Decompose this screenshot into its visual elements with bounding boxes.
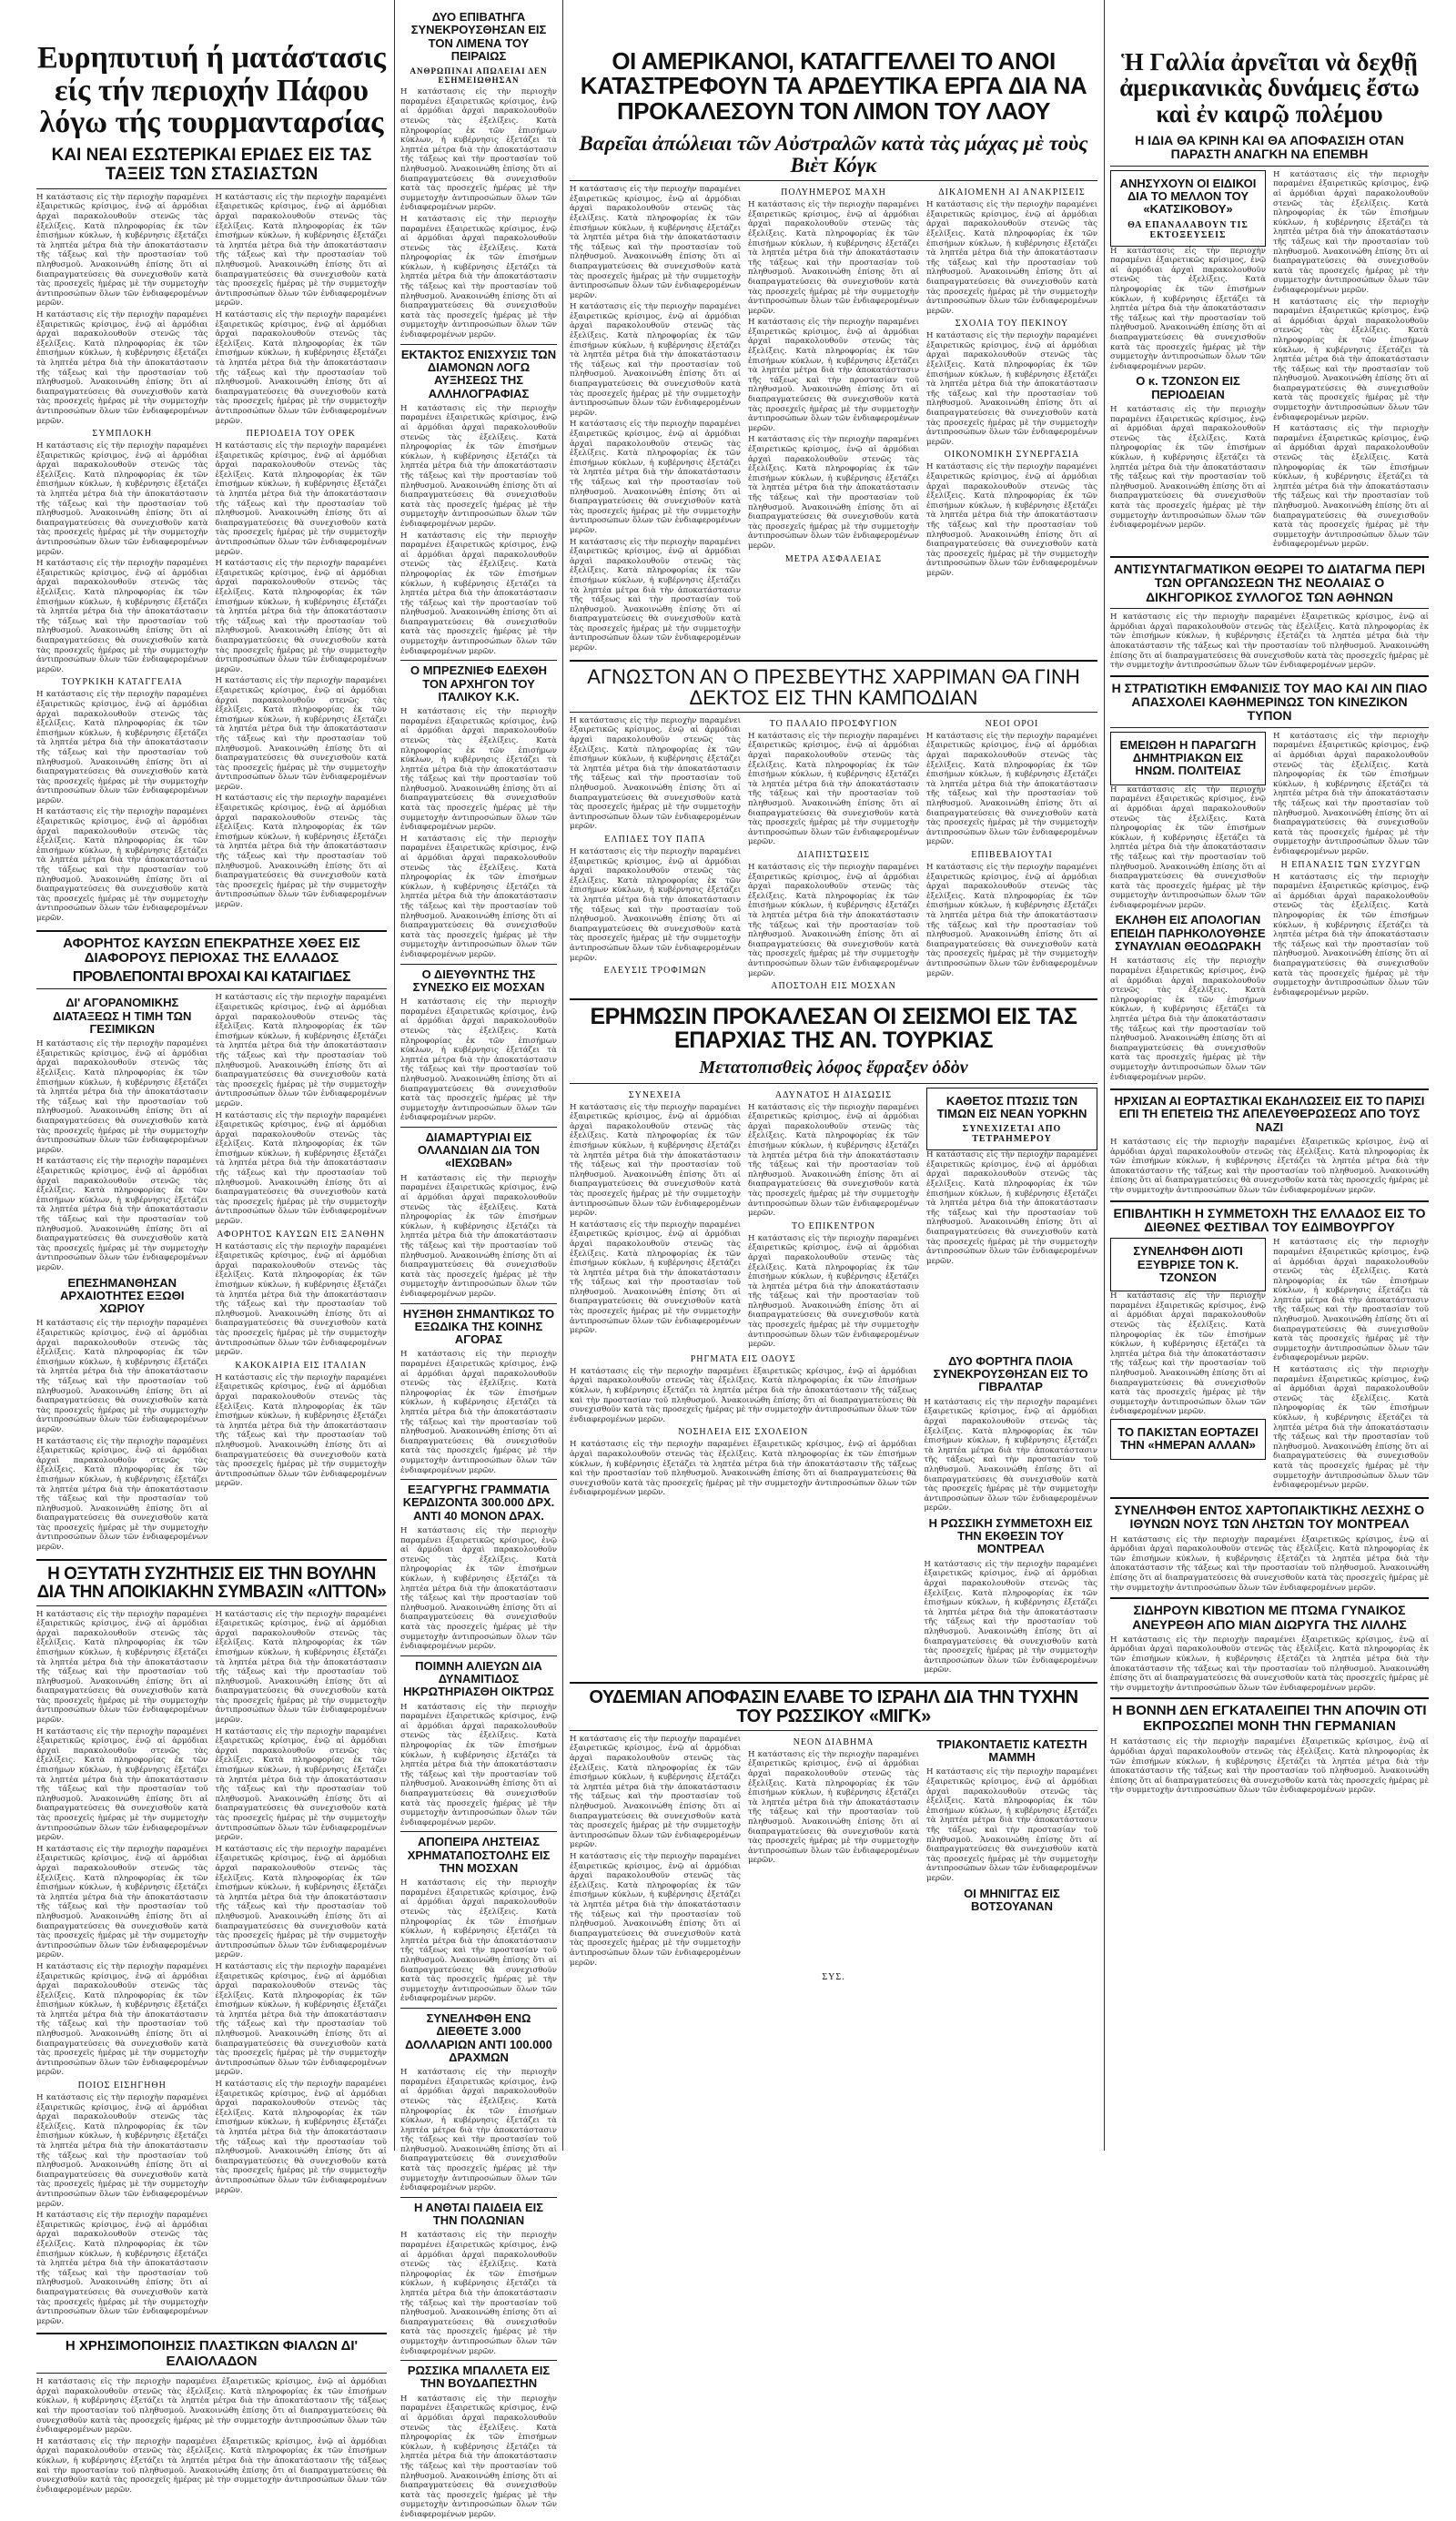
kicker: ΚΑΚΟΚΑΙΡΙΑ ΕΙΣ ΙΤΑΛΙΑΝ [235,1360,368,1371]
body-text: Η κατάστασις εἰς τὴν περιοχὴν παραμένει ἐξαιρετικῶς κρίσιμος, ἐνῷ αἱ ἀρμόδιαι ἀρχαὶ παρακολουθοῦν στενῶς τὰς ἐξελίξεις. Κατὰ πληροφορίας ἐκ τῶν ἐπισήμων κύκλων, ἡ κυβέρνησις ἐξετάζει τὰ ληπτέα μέτρα διὰ τὴν ἀποκατάστασιν τῆς τάξεως καὶ τὴν προστασίαν τοῦ πληθυσμοῦ. Ἀνακοινώθη ἐπίσης ὅτι αἱ διαπραγματεύσεις θὰ συνεχισθοῦν κατὰ τὰς προσεχεῖς ἡμέρας μὲ τὴν συμμετοχὴν ἀντιπροσώπων ὅλων τῶν ἐνδιαφερομένων μερῶν. [400,1173,557,1299]
body-text: Η κατάστασις εἰς τὴν περιοχὴν παραμένει ἐξαιρετικῶς κρίσιμος, ἐνῷ αἱ ἀρμόδιαι ἀρχαὶ παρακολουθοῦν στενῶς τὰς ἐξελίξεις. Κατὰ πληροφορίας ἐκ τῶν ἐπισήμων κύκλων, ἡ κυβέρνησις ἐξετάζει τὰ ληπτέα μέτρα διὰ τὴν ἀποκατάστασιν τῆς τάξεως καὶ τὴν προστασίαν τοῦ πληθυσμοῦ. Ἀνακοινώθη ἐπίσης ὅτι αἱ διαπραγματεύσεις θὰ συνεχισθοῦν κατὰ τὰς προσεχεῖς ἡμέρας μὲ τὴν συμμετοχὴν ἀντιπροσώπων ὅλων τῶν ἐνδιαφερομένων μερῶν. [36,192,208,309]
headline-brezhnev: Ο ΜΠΡΕΖΝΙΕΦ ΕΔΕΧΘΗ ΤΟΝ ΑΡΧΗΓΟΝ ΤΟΥ ΙΤΑΛΙΚΟΥ Κ.Κ. [410,663,548,704]
body-text: Η κατάστασις εἰς τὴν περιοχὴν παραμένει ἐξαιρετικῶς κρίσιμος, ἐνῷ αἱ ἀρμόδιαι ἀρχαὶ παρακολουθοῦν στενῶς τὰς ἐξελίξεις. Κατὰ πληροφορίας ἐκ τῶν ἐπισήμων κύκλων, ἡ κυβέρνησις ἐξετάζει τὰ ληπτέα μέτρα διὰ τὴν ἀποκατάστασιν τῆς τάξεως καὶ τὴν προστασίαν τοῦ πληθυσμοῦ. Ἀνακοινώθη ἐπίσης ὅτι αἱ διαπραγματεύσεις θὰ συνεχισθοῦν κατὰ τὰς προσεχεῖς ἡμέρας μὲ τὴν συμμετοχὴν ἀντιπροσώπων ὅλων τῶν ἐνδιαφερομένων μερῶν. [400,214,557,340]
subhead-heatwave: ΠΡΟΒΛΕΠΟΝΤΑΙ ΒΡΟΧΑΙ ΚΑΙ ΚΑΤΑΙΓΙΔΕΣ [72,968,351,985]
headline-mig: ΟΥΔΕΜΙΑΝ ΑΠΟΦΑΣΙΝ ΕΛΑΒΕ ΤΟ ΙΣΡΑΗΛ ΔΙΑ ΤΗΝ ΤΥΧΗΝ ΤΟΥ ΡΩΣΣΙΚΟΥ «ΜΙΓΚ» [589,1686,1078,1726]
kicker: ΝΕΟΝ ΔΙΑΒΗΜΑ [793,1736,875,1747]
headline-montreal: ΣΥΝΕΛΗΦΘΗ ΕΝΤΟΣ ΧΑΡΤΟΠΑΙΚΤΙΚΗΣ ΛΕΣΧΗΣ Ο ΙΘΥΝΩΝ ΝΟΥΣ ΤΩΝ ΛΗΣΤΩΝ ΤΟΥ ΜΟΝΤΡΕΑΛ [1114,1502,1425,1532]
body-text: Η κατάστασις εἰς τὴν περιοχὴν παραμένει ἐξαιρετικῶς κρίσιμος, ἐνῷ αἱ ἀρμόδιαι ἀρχαὶ παρακολουθοῦν στενῶς τὰς ἐξελίξεις. Κατὰ πληροφορίας ἐκ τῶν ἐπισήμων κύκλων, ἡ κυβέρνησις ἐξετάζει τὰ ληπτέα μέτρα διὰ τὴν ἀποκατάστασιν τῆς τάξεως καὶ τὴν προστασίαν τοῦ πληθυσμοῦ. Ἀνακοινώθη ἐπίσης ὅτι αἱ διαπραγματεύσεις θὰ συνεχισθοῦν κατὰ τὰς προσεχεῖς ἡμέρας μὲ τὴν συμμετοχὴν ἀντιπροσώπων ὅλων τῶν ἐνδιαφερομένων μερῶν. [926,862,1097,978]
headline-harriman: ΑΓΝΩΣΤΟΝ ΑΝ Ο ΠΡΕΣΒΕΥΤΗΣ ΧΑΡΡΙΜΑΝ ΘΑ ΓΙΝΗ ΔΕΚΤΟΣ ΕΙΣ ΤΗΝ ΚΑΜΠΟΔΙΑΝ [587,664,1080,709]
body-text: Η κατάστασις εἰς τὴν περιοχὴν παραμένει ἐξαιρετικῶς κρίσιμος, ἐνῷ αἱ ἀρμόδιαι ἀρχαὶ παρακολουθοῦν στενῶς τὰς ἐξελίξεις. Κατὰ πληροφορίας ἐκ τῶν ἐπισήμων κύκλων, ἡ κυβέρνησις ἐξετάζει τὰ ληπτέα μέτρα διὰ τὴν ἀποκατάστασιν τῆς τάξεως καὶ τὴν προστασίαν τοῦ πληθυσμοῦ. Ἀνακοινώθη ἐπίσης ὅτι αἱ διαπραγματεύσεις θὰ συνεχισθοῦν κατὰ τὰς προσεχεῖς ἡμέρας μὲ τὴν συμμετοχὴν ἀντιπροσώπων ὅλων τῶν ἐνδιαφερομένων μερῶν. [1273,424,1429,550]
subhead-goat: ΘΑ ΕΠΑΝΑΛΑΒΟΥΝ ΤΙΣ ΕΚΤΟΞΕΥΣΕΙΣ [1127,219,1249,240]
kicker: ΜΕΤΡΑ ΑΣΦΑΛΕΙΑΣ [784,553,883,564]
headline-plastic: Η ΧΡΗΣΙΜΟΠΟΙΗΣΙΣ ΠΛΑΣΤΙΚΩΝ ΦΙΑΛΩΝ ΔΙ' ΕΛΑΙΟΛΑΔΟΝ [65,2338,359,2369]
body-text: Η κατάστασις εἰς τὴν περιοχὴν παραμένει ἐξαιρετικῶς κρίσιμος, ἐνῷ αἱ ἀρμόδιαι ἀρχαὶ παρακολουθοῦν στενῶς τὰς ἐξελίξεις. Κατὰ πληροφορίας ἐκ τῶν ἐπισήμων κύκλων, ἡ κυβέρνησις ἐξετάζει τὰ ληπτέα μέτρα διὰ τὴν ἀποκατάστασιν τῆς τάξεως καὶ τὴν προστασίαν τοῦ πληθυσμοῦ. Ἀνακοινώθη ἐπίσης ὅτι αἱ διαπραγματεύσεις θὰ συνεχισθοῦν κατὰ τὰς προσεχεῖς ἡμέρας μὲ τὴν συμμετοχὴν ἀντιπροσώπων ὅλων τῶν ἐνδιαφερομένων μερῶν. [748,1102,919,1219]
headline-gibraltar: ΔΥΟ ΦΟΡΤΗΓΑ ΠΛΟΙΑ ΣΥΝΕΚΡΟΥΣΘΗΣΑΝ ΕΙΣ ΤΟ ΓΙΒΡΑΛΤΑΡ [933,1353,1088,1394]
body-text: Η κατάστασις εἰς τὴν περιοχὴν παραμένει ἐξαιρετικῶς κρίσιμος, ἐνῷ αἱ ἀρμόδιαι ἀρχαὶ παρακολουθοῦν στενῶς τὰς ἐξελίξεις. Κατὰ πληροφορίας ἐκ τῶν ἐπισήμων κύκλων, ἡ κυβέρνησις ἐξετάζει τὰ ληπτέα μέτρα διὰ τὴν ἀποκατάστασιν τῆς τάξεως καὶ τὴν προστασίαν τοῦ πληθυσμοῦ. Ἀνακοινώθη ἐπίσης ὅτι αἱ διαπραγματεύσεις θὰ συνεχισθοῦν κατὰ τὰς προσεχεῖς ἡμέρας μὲ τὴν συμμετοχὴν ἀντιπροσώπων ὅλων τῶν ἐνδιαφερομένων μερῶν. [36,807,208,923]
body-text: Η κατάστασις εἰς τὴν περιοχὴν παραμένει ἐξαιρετικῶς κρίσιμος, ἐνῷ αἱ ἀρμόδιαι ἀρχαὶ παρακολουθοῦν στενῶς τὰς ἐξελίξεις. Κατὰ πληροφορίας ἐκ τῶν ἐπισήμων κύκλων, ἡ κυβέρνησις ἐξετάζει τὰ ληπτέα μέτρα διὰ τὴν ἀποκατάστασιν τῆς τάξεως καὶ τὴν προστασίαν τοῦ πληθυσμοῦ. Ἀνακοινώθη ἐπίσης ὅτι αἱ διαπραγματεύσεις θὰ συνεχισθοῦν κατὰ τὰς προσεχεῖς ἡμέρας μὲ τὴν συμμετοχὴν ἀντιπροσώπων ὅλων τῶν ἐνδιαφερομένων μερῶν. [215,1609,387,1726]
body-text: Η κατάστασις εἰς τὴν περιοχὴν παραμένει ἐξαιρετικῶς κρίσιμος, ἐνῷ αἱ ἀρμόδιαι ἀρχαὶ παρακολουθοῦν στενῶς τὰς ἐξελίξεις. Κατὰ πληροφορίας ἐκ τῶν ἐπισήμων κύκλων, ἡ κυβέρνησις ἐξετάζει τὰ ληπτέα μέτρα διὰ τὴν ἀποκατάστασιν τῆς τάξεως καὶ τὴν προστασίαν τοῦ πληθυσμοῦ. Ἀνακοινώθη ἐπίσης ὅτι αἱ διαπραγματεύσεις θὰ συνεχισθοῦν κατὰ τὰς προσεχεῖς ἡμέρας μὲ τὴν συμμετοχὴν ἀντιπροσώπων ὅλων τῶν ἐνδιαφερομένων μερῶν. [1110,1635,1429,1693]
body-text: Η κατάστασις εἰς τὴν περιοχὴν παραμένει ἐξαιρετικῶς κρίσιμος, ἐνῷ αἱ ἀρμόδιαι ἀρχαὶ παρακολουθοῦν στενῶς τὰς ἐξελίξεις. Κατὰ πληροφορίας ἐκ τῶν ἐπισήμων κύκλων, ἡ κυβέρνησις ἐξετάζει τὰ ληπτέα μέτρα διὰ τὴν ἀποκατάστασιν τῆς τάξεως καὶ τὴν προστασίαν τοῦ πληθυσμοῦ. Ἀνακοινώθη ἐπίσης ὅτι αἱ διαπραγματεύσεις θὰ συνεχισθοῦν κατὰ τὰς προσεχεῖς ἡμέρας μὲ τὴν συμμετοχὴν ἀντιπροσώπων ὅλων τῶν ἐνδιαφερομένων μερῶν. [36,2211,208,2326]
column-2 [400,0,557,2521]
headline-france: Ἡ Γαλλία ἀρνεῖται νὰ δεχθῇ ἀμερικανικὰς δυνάμεις ἔστω καὶ ἐν καιρῷ πολέμου [1119,48,1420,127]
body-text: Η κατάστασις εἰς τὴν περιοχὴν παραμένει ἐξαιρετικῶς κρίσιμος, ἐνῷ αἱ ἀρμόδιαι ἀρχαὶ παρακολουθοῦν στενῶς τὰς ἐξελίξεις. Κατὰ πληροφορίας ἐκ τῶν ἐπισήμων κύκλων, ἡ κυβέρνησις ἐξετάζει τὰ ληπτέα μέτρα διὰ τὴν ἀποκατάστασιν τῆς τάξεως καὶ τὴν προστασίαν τοῦ πληθυσμοῦ. Ἀνακοινώθη ἐπίσης ὅτι αἱ διαπραγματεύσεις θὰ συνεχισθοῦν κατὰ τὰς προσεχεῖς ἡμέρας μὲ τὴν συμμετοχὴν ἀντιπροσώπων ὅλων τῶν ἐνδιαφερομένων μερῶν. [570,1852,741,1968]
article-vietnam [570,185,1097,655]
body-text: Η κατάστασις εἰς τὴν περιοχὴν παραμένει ἐξαιρετικῶς κρίσιμος, ἐνῷ αἱ ἀρμόδιαι ἀρχαὶ παρακολουθοῦν στενῶς τὰς ἐξελίξεις. Κατὰ πληροφορίας ἐκ τῶν ἐπισήμων κύκλων, ἡ κυβέρνησις ἐξετάζει τὰ ληπτέα μέτρα διὰ τὴν ἀποκατάστασιν τῆς τάξεως καὶ τὴν προστασίαν τοῦ πληθυσμοῦ. Ἀνακοινώθη ἐπίσης ὅτι αἱ διαπραγματεύσεις θὰ συνεχισθοῦν κατὰ τὰς προσεχεῖς ἡμέρας μὲ τὴν συμμετοχὴν ἀντιπροσώπων ὅλων τῶν ἐνδιαφερομένων μερῶν. [400,997,557,1123]
body-text: Η κατάστασις εἰς τὴν περιοχὴν παραμένει ἐξαιρετικῶς κρίσιμος, ἐνῷ αἱ ἀρμόδιαι ἀρχαὶ παρακολουθοῦν στενῶς τὰς ἐξελίξεις. Κατὰ πληροφορίας ἐκ τῶν ἐπισήμων κύκλων, ἡ κυβέρνησις ἐξετάζει τὰ ληπτέα μέτρα διὰ τὴν ἀποκατάστασιν τῆς τάξεως καὶ τὴν προστασίαν τοῦ πληθυσμοῦ. Ἀνακοινώθη ἐπίσης ὅτι αἱ διαπραγματεύσεις θὰ συνεχισθοῦν κατὰ τὰς προσεχεῖς ἡμέρας μὲ τὴν συμμετοχὴν ἀντιπροσώπων ὅλων τῶν ἐνδιαφερομένων μερῶν. [1110,785,1266,910]
headline-theodorakis: ΕΚΛΗΘΗ ΕΙΣ ΑΠΟΛΟΓΙΑΝ ΕΠΕΙΔΗ ΠΑΡΗΚΟΛΟΥΘΗΣΕ ΣΥΝΑΥΛΙΑΝ ΘΕΟΔΩΡΑΚΗ [1110,913,1266,954]
headline-earthquake: ΕΡΗΜΩΣΙΝ ΠΡΟΚΑΛΕΣΑΝ ΟΙ ΣΕΙΣΜΟΙ ΕΙΣ ΤΑΣ ΕΠΑΡΧΙΑΣ ΤΗΣ ΑΝ. ΤΟΥΡΚΙΑΣ [590,1004,1077,1054]
body-text: Η κατάστασις εἰς τὴν περιοχὴν παραμένει ἐξαιρετικῶς κρίσιμος, ἐνῷ αἱ ἀρμόδιαι ἀρχαὶ παρακολουθοῦν στενῶς τὰς ἐξελίξεις. Κατὰ πληροφορίας ἐκ τῶν ἐπισήμων κύκλων, ἡ κυβέρνησις ἐξετάζει τὰ ληπτέα μέτρα διὰ τὴν ἀποκατάστασιν τῆς τάξεως καὶ τὴν προστασίαν τοῦ πληθυσμοῦ. Ἀνακοινώθη ἐπίσης ὅτι αἱ διαπραγματεύσεις θὰ συνεχισθοῦν κατὰ τὰς προσεχεῖς ἡμέρας μὲ τὴν συμμετοχὴν ἀντιπροσώπων ὅλων τῶν ἐνδιαφερομένων μερῶν. [1273,1365,1429,1491]
headline-pakistan: ΤΟ ΠΑΚΙΣΤΑΝ ΕΟΡΤΑΖΕΙ ΤΗΝ «ΗΜΕΡΑΝ ΑΛΛΑΝ» [1117,1424,1259,1453]
kicker: ΤΟ ΕΠΙΚΕΝΤΡΟΝ [792,1220,875,1231]
headline-boats: ΠΟΙΜΝΗ ΑΛΙΕΥΩΝ ΔΙΑ ΔΥΝΑΜΙΤΙΔΟΣ ΗΚΡΩΤΗΡΙΑΣΘΗ ΟΙΚΤΡΩΣ [403,1658,554,1699]
body-text: Η κατάστασις εἰς τὴν περιοχὴν παραμένει ἐξαιρετικῶς κρίσιμος, ἐνῷ αἱ ἀρμόδιαι ἀρχαὶ παρακολουθοῦν στενῶς τὰς ἐξελίξεις. Κατὰ πληροφορίας ἐκ τῶν ἐπισήμων κύκλων, ἡ κυβέρνησις ἐξετάζει τὰ ληπτέα μέτρα διὰ τὴν ἀποκατάστασιν τῆς τάξεως καὶ τὴν προστασίαν τοῦ πληθυσμοῦ. Ἀνακοινώθη ἐπίσης ὅτι αἱ διαπραγματεύσεις θὰ συνεχισθοῦν κατὰ τὰς προσεχεῖς ἡμέρας μὲ τὴν συμμετοχὴν ἀντιπροσώπων ὅλων τῶν ἐνδιαφερομένων μερῶν. [748,1233,919,1350]
headline-prices: ΚΑΘΕΤΟΣ ΠΤΩΣΙΣ ΤΩΝ ΤΙΜΩΝ ΕΙΣ ΝΕΑΝ ΥΟΡΚΗΝ [936,1093,1087,1120]
body-text: Η κατάστασις εἰς τὴν περιοχὴν παραμένει ἐξαιρετικῶς κρίσιμος, ἐνῷ αἱ ἀρμόδιαι ἀρχαὶ παρακολουθοῦν στενῶς τὰς ἐξελίξεις. Κατὰ πληροφορίας ἐκ τῶν ἐπισήμων κύκλων, ἡ κυβέρνησις ἐξετάζει τὰ ληπτέα μέτρα διὰ τὴν ἀποκατάστασιν τῆς τάξεως καὶ τὴν προστασίαν τοῦ πληθυσμοῦ. Ἀνακοινώθη ἐπίσης ὅτι αἱ διαπραγματεύσεις θὰ συνεχισθοῦν κατὰ τὰς προσεχεῖς ἡμέρας μὲ τὴν συμμετοχὴν ἀντιπροσώπων ὅλων τῶν ἐνδιαφερομένων μερῶν. [36,309,208,426]
article-mig [570,1735,1097,1969]
body-text: Η κατάστασις εἰς τὴν περιοχὴν παραμένει ἐξαιρετικῶς κρίσιμος, ἐνῷ αἱ ἀρμόδιαι ἀρχαὶ παρακολουθοῦν στενῶς τὰς ἐξελίξεις. Κατὰ πληροφορίας ἐκ τῶν ἐπισήμων κύκλων, ἡ κυβέρνησις ἐξετάζει τὰ ληπτέα μέτρα διὰ τὴν ἀποκατάστασιν τῆς τάξεως καὶ τὴν προστασίαν τοῦ πληθυσμοῦ. Ἀνακοινώθη ἐπίσης ὅτι αἱ διαπραγματεύσεις θὰ συνεχισθοῦν κατὰ τὰς προσεχεῖς ἡμέρας μὲ τὴν συμμετοχὴν ἀντιπροσώπων ὅλων τῶν ἐνδιαφερομένων μερῶν. [400,531,557,656]
headline-poland: Η ΑΝΘΤΑΙ ΠΑΙΔΕΙΑ ΕΙΣ ΤΗΝ ΠΟΛΩΝΙΑΝ [413,2200,544,2228]
headline-exports: ΕΞΑΓΥΡΓΗΣ ΓΡΑΜΜΑΤΙΑ ΚΕΡΔΙΖΟΝΤΑ 300.000 ΔΡΧ. ΑΝΤΙ 40 ΜΟΝΟΝ ΔΡΑΧ. [402,1483,555,1523]
body-text: Η κατάστασις εἰς τὴν περιοχὴν παραμένει ἐξαιρετικῶς κρίσιμος, ἐνῷ αἱ ἀρμόδιαι ἀρχαὶ παρακολουθοῦν στενῶς τὰς ἐξελίξεις. Κατὰ πληροφορίας ἐκ τῶν ἐπισήμων κύκλων, ἡ κυβέρνησις ἐξετάζει τὰ ληπτέα μέτρα διὰ τὴν ἀποκατάστασιν τῆς τάξεως καὶ τὴν προστασίαν τοῦ πληθυσμοῦ. Ἀνακοινώθη ἐπίσης ὅτι αἱ διαπραγματεύσεις θὰ συνεχισθοῦν κατὰ τὰς προσεχεῖς ἡμέρας μὲ τὴν συμμετοχὴν ἀντιπροσώπων ὅλων τῶν ἐνδιαφερομένων μερῶν. [1110,1291,1266,1417]
headline-archaeology: ΕΠΕΣΗΜΑΝΘΗΣΑΝ ΑΡΧΑΙΟΤΗΤΕΣ ΕΞΩΘΙ ΧΩΡΙΟΥ [60,1275,185,1316]
headline-paris: ΗΡΧΙΣΑΝ ΑΙ ΕΟΡΤΑΣΤΙΚΑΙ ΕΚΔΗΛΩΣΕΙΣ ΕΙΣ ΤΟ ΠΑΡΙΣΙ ΕΠΙ ΤΗ ΕΠΕΤΕΙΩ ΤΗΣ ΑΠΕΛΕΥΘΕΡΩΣΕΩΣ ΑΠΟ ΤΟΥΣ ΝΑΖΙ [1114,1094,1425,1134]
headline-dutch: ΔΙΑΜΑΡΤΥΡΙΑΙ ΕΙΣ ΟΛΛΑΝΔΙΑΝ ΔΙΑ ΤΟΝ «ΙΕΧΩΒΑΝ» [418,1129,540,1170]
body-text: Η κατάστασις εἰς τὴν περιοχὴν παραμένει ἐξαιρετικῶς κρίσιμος, ἐνῷ αἱ ἀρμόδιαι ἀρχαὶ παρακολουθοῦν στενῶς τὰς ἐξελίξεις. Κατὰ πληροφορίας ἐκ τῶν ἐπισήμων κύκλων, ἡ κυβέρνησις ἐξετάζει τὰ ληπτέα μέτρα διὰ τὴν ἀποκατάστασιν τῆς τάξεως καὶ τὴν προστασίαν τοῦ πληθυσμοῦ. Ἀνακοινώθη ἐπίσης ὅτι αἱ διαπραγματεύσεις θὰ συνεχισθοῦν κατὰ τὰς προσεχεῖς ἡμέρας μὲ τὴν συμμετοχὴν ἀντιπροσώπων ὅλων τῶν ἐνδιαφερομένων μερῶν. [215,441,387,557]
headline-hunters: ΟΙ ΜΗΝΙΓΓΑΣ ΕΙΣ ΒΟΤΣΟΥΑΝΑΝ [964,1886,1060,1913]
headline-moscow-robbery: ΑΠΟΠΕΙΡΑ ΛΗΣΤΕΙΑΣ ΧΡΗΜΑΤΑΠΟΣΤΟΛΗΣ ΕΙΣ ΤΗΝ ΜΟΣΧΑΝ [407,1835,551,1875]
body-text: Η κατάστασις εἰς τὴν περιοχὴν παραμένει ἐξαιρετικῶς κρίσιμος, ἐνῷ αἱ ἀρμόδιαι ἀρχαὶ παρακολουθοῦν στενῶς τὰς ἐξελίξεις. Κατὰ πληροφορίας ἐκ τῶν ἐπισήμων κύκλων, ἡ κυβέρνησις ἐξετάζει τὰ ληπτέα μέτρα διὰ τὴν ἀποκατάστασιν τῆς τάξεως καὶ τὴν προστασίαν τοῦ πληθυσμοῦ. Ἀνακοινώθη ἐπίσης ὅτι αἱ διαπραγματεύσεις θὰ συνεχισθοῦν κατὰ τὰς προσεχεῖς ἡμέρας μὲ τὴν συμμετοχὴν ἀντιπροσώπων ὅλων τῶν ἐνδιαφερομένων μερῶν. [1110,246,1266,371]
subhead-france: Η ΙΔΙΑ ΘΑ ΚΡΙΝΗ ΚΑΙ ΘΑ ΑΠΟΦΑΣΙΣΗ ΟΤΑΝ ΠΑΡΑΣΤΗ ΑΝΑΓΚΗ ΝΑ ΕΠΕΜΒΗ [1135,133,1404,162]
body-text: Η κατάστασις εἰς τὴν περιοχὴν παραμένει ἐξαιρετικῶς κρίσιμος, ἐνῷ αἱ ἀρμόδιαι ἀρχαὶ παρακολουθοῦν στενῶς τὰς ἐξελίξεις. Κατὰ πληροφορίας ἐκ τῶν ἐπισήμων κύκλων, ἡ κυβέρνησις ἐξετάζει τὰ ληπτέα μέτρα διὰ τὴν ἀποκατάστασιν τῆς τάξεως καὶ τὴν προστασίαν τοῦ πληθυσμοῦ. Ἀνακοινώθη ἐπίσης ὅτι αἱ διαπραγματεύσεις θὰ συνεχισθοῦν κατὰ τὰς προσεχεῖς ἡμέρας μὲ τὴν συμμετοχὴν ἀντιπροσώπων ὅλων τῶν ἐνδιαφερομένων μερῶν. [36,441,208,557]
article-mao [1110,732,1429,1084]
body-text: Η κατάστασις εἰς τὴν περιοχὴν παραμένει ἐξαιρετικῶς κρίσιμος, ἐνῷ αἱ ἀρμόδιαι ἀρχαὶ παρακολουθοῦν στενῶς τὰς ἐξελίξεις. Κατὰ πληροφορίας ἐκ τῶν ἐπισήμων κύκλων, ἡ κυβέρνησις ἐξετάζει τὰ ληπτέα μέτρα διὰ τὴν ἀποκατάστασιν τῆς τάξεως καὶ τὴν προστασίαν τοῦ πληθυσμοῦ. Ἀνακοινώθη ἐπίσης ὅτι αἱ διαπραγματεύσεις θὰ συνεχισθοῦν κατὰ τὰς προσεχεῖς ἡμέρας μὲ τὴν συμμετοχὴν ἀντιπροσώπων ὅλων τῶν ἐνδιαφερομένων μερῶν. [36,2093,208,2209]
body-text: Η κατάστασις εἰς τὴν περιοχὴν παραμένει ἐξαιρετικῶς κρίσιμος, ἐνῷ αἱ ἀρμόδιαι ἀρχαὶ παρακολουθοῦν στενῶς τὰς ἐξελίξεις. Κατὰ πληροφορίας ἐκ τῶν ἐπισήμων κύκλων, ἡ κυβέρνησις ἐξετάζει τὰ ληπτέα μέτρα διὰ τὴν ἀποκατάστασιν τῆς τάξεως καὶ τὴν προστασίαν τοῦ πληθυσμοῦ. Ἀνακοινώθη ἐπίσης ὅτι αἱ διαπραγματεύσεις θὰ συνεχισθοῦν κατὰ τὰς προσεχεῖς ἡμέρας μὲ τὴν συμμετοχὴν ἀντιπροσώπων ὅλων τῶν ἐνδιαφερομένων μερῶν. [215,192,387,309]
body-text: Η κατάστασις εἰς τὴν περιοχὴν παραμένει ἐξαιρετικῶς κρίσιμος, ἐνῷ αἱ ἀρμόδιαι ἀρχαὶ παρακολουθοῦν στενῶς τὰς ἐξελίξεις. Κατὰ πληροφορίας ἐκ τῶν ἐπισήμων κύκλων, ἡ κυβέρνησις ἐξετάζει τὰ ληπτέα μέτρα διὰ τὴν ἀποκατάστασιν τῆς τάξεως καὶ τὴν προστασίαν τοῦ πληθυσμοῦ. Ἀνακοινώθη ἐπίσης ὅτι αἱ διαπραγματεύσεις θὰ συνεχισθοῦν κατὰ τὰς προσεχεῖς ἡμέρας μὲ τὴν συμμετοχὴν ἀντιπροσώπων ὅλων τῶν ἐνδιαφερομένων μερῶν. [400,403,557,529]
body-text: Η κατάστασις εἰς τὴν περιοχὴν παραμένει ἐξαιρετικῶς κρίσιμος, ἐνῷ αἱ ἀρμόδιαι ἀρχαὶ παρακολουθοῦν στενῶς τὰς ἐξελίξεις. Κατὰ πληροφορίας ἐκ τῶν ἐπισήμων κύκλων, ἡ κυβέρνησις ἐξετάζει τὰ ληπτέα μέτρα διὰ τὴν ἀποκατάστασιν τῆς τάξεως καὶ τὴν προστασίαν τοῦ πληθυσμοῦ. Ἀνακοινώθη ἐπίσης ὅτι αἱ διαπραγματεύσεις θὰ συνεχισθοῦν κατὰ τὰς προσεχεῖς ἡμέρας μὲ τὴν συμμετοχὴν ἀντιπροσώπων ὅλων τῶν ἐνδιαφερομένων μερῶν. [36,2377,387,2435]
article-france [1110,170,1429,552]
body-text: Η κατάστασις εἰς τὴν περιοχὴν παραμένει ἐξαιρετικῶς κρίσιμος, ἐνῷ αἱ ἀρμόδιαι ἀρχαὶ παρακολουθοῦν στενῶς τὰς ἐξελίξεις. Κατὰ πληροφορίας ἐκ τῶν ἐπισήμων κύκλων, ἡ κυβέρνησις ἐξετάζει τὰ ληπτέα μέτρα διὰ τὴν ἀποκατάστασιν τῆς τάξεως καὶ τὴν προστασίαν τοῦ πληθυσμοῦ. Ἀνακοινώθη ἐπίσης ὅτι αἱ διαπραγματεύσεις θὰ συνεχισθοῦν κατὰ τὰς προσεχεῖς ἡμέρας μὲ τὴν συμμετοχὴν ἀντιπροσώπων ὅλων τῶν ἐνδιαφερομένων μερῶν. [36,1609,208,1726]
body-text: Η κατάστασις εἰς τὴν περιοχὴν παραμένει ἐξαιρετικῶς κρίσιμος, ἐνῷ αἱ ἀρμόδιαι ἀρχαὶ παρακολουθοῦν στενῶς τὰς ἐξελίξεις. Κατὰ πληροφορίας ἐκ τῶν ἐπισήμων κύκλων, ἡ κυβέρνησις ἐξετάζει τὰ ληπτέα μέτρα διὰ τὴν ἀποκατάστασιν τῆς τάξεως καὶ τὴν προστασίαν τοῦ πληθυσμοῦ. Ἀνακοινώθη ἐπίσης ὅτι αἱ διαπραγματεύσεις θὰ συνεχισθοῦν κατὰ τὰς προσεχεῖς ἡμέρας μὲ τὴν συμμετοχὴν ἀντιπροσώπων ὅλων τῶν ἐνδιαφερομένων μερῶν. [400,2394,557,2519]
headline-director: Ο ΔΙΕΥΘΥΝΤΗΣ ΤΗΣ ΣΥΝΕΣΚΟ ΕΙΣ ΜΟΣΧΑΝ [412,967,545,994]
kicker: ΣΥΝΕΧΕΙΑ [628,1089,682,1100]
body-text: Η κατάστασις εἰς τὴν περιοχὴν παραμένει ἐξαιρετικῶς κρίσιμος, ἐνῷ αἱ ἀρμόδιαι ἀρχαὶ παρακολουθοῦν στενῶς τὰς ἐξελίξεις. Κατὰ πληροφορίας ἐκ τῶν ἐπισήμων κύκλων, ἡ κυβέρνησις ἐξετάζει τὰ ληπτέα μέτρα διὰ τὴν ἀποκατάστασιν τῆς τάξεως καὶ τὴν προστασίαν τοῦ πληθυσμοῦ. Ἀνακοινώθη ἐπίσης ὅτι αἱ διαπραγματεύσεις θὰ συνεχισθοῦν κατὰ τὰς προσεχεῖς ἡμέρας μὲ τὴν συμμετοχὴν ἀντιπροσώπων ὅλων τῶν ἐνδιαφερομένων μερῶν. [748,731,919,847]
headline-ballet: ΡΩΣΣΙΚΑ ΜΠΑΛΛΕΤΑ ΕΙΣ ΤΗΝ ΒΟΥΔΑΠΕΣΤΗΝ [407,2364,551,2391]
headline-heatwave: ΑΦΟΡΗΤΟΣ ΚΑΥΣΩΝ ΕΠΕΚΡΑΤΗΣΕ ΧΘΕΣ ΕΙΣ ΔΙΑΦΟΡΟΥΣ ΠΕΡΙΟΧΑΣ ΤΗΣ ΕΛΛΑΔΟΣ [63,935,360,967]
body-text: Η κατάστασις εἰς τὴν περιοχὴν παραμένει ἐξαιρετικῶς κρίσιμος, ἐνῷ αἱ ἀρμόδιαι ἀρχαὶ παρακολουθοῦν στενῶς τὰς ἐξελίξεις. Κατὰ πληροφορίας ἐκ τῶν ἐπισήμων κύκλων, ἡ κυβέρνησις ἐξετάζει τὰ ληπτέα μέτρα διὰ τὴν ἀποκατάστασιν τῆς τάξεως καὶ τὴν προστασίαν τοῦ πληθυσμοῦ. Ἀνακοινώθη ἐπίσης ὅτι αἱ διαπραγματεύσεις θὰ συνεχισθοῦν κατὰ τὰς προσεχεῖς ἡμέρας μὲ τὴν συμμετοχὴν ἀντιπροσώπων ὅλων τῶν ἐνδιαφερομένων μερῶν. [400,834,557,959]
column-3 [570,0,1097,1985]
body-text: Η κατάστασις εἰς τὴν περιοχὴν παραμένει ἐξαιρετικῶς κρίσιμος, ἐνῷ αἱ ἀρμόδιαι ἀρχαὶ παρακολουθοῦν στενῶς τὰς ἐξελίξεις. Κατὰ πληροφορίας ἐκ τῶν ἐπισήμων κύκλων, ἡ κυβέρνησις ἐξετάζει τὰ ληπτέα μέτρα διὰ τὴν ἀποκατάστασιν τῆς τάξεως καὶ τὴν προστασίαν τοῦ πληθυσμοῦ. Ἀνακοινώθη ἐπίσης ὅτι αἱ διαπραγματεύσεις θὰ συνεχισθοῦν κατὰ τὰς προσεχεῖς ἡμέρας μὲ τὴν συμμετοχὴν ἀντιπροσώπων ὅλων τῶν ἐνδιαφερομένων μερῶν. [1110,1534,1429,1593]
kicker: ΤΟ ΠΑΛΑΙΟ ΠΡΟΣΦΥΓΙΟΝ [769,718,898,729]
body-text: Η κατάστασις εἰς τὴν περιοχὴν παραμένει ἐξαιρετικῶς κρίσιμος, ἐνῷ αἱ ἀρμόδιαι ἀρχαὶ παρακολουθοῦν στενῶς τὰς ἐξελίξεις. Κατὰ πληροφορίας ἐκ τῶν ἐπισήμων κύκλων, ἡ κυβέρνησις ἐξετάζει τὰ ληπτέα μέτρα διὰ τὴν ἀποκατάστασιν τῆς τάξεως καὶ τὴν προστασίαν τοῦ πληθυσμοῦ. Ἀνακοινώθη ἐπίσης ὅτι αἱ διαπραγματεύσεις θὰ συνεχισθοῦν κατὰ τὰς προσεχεῖς ἡμέρας μὲ τὴν συμμετοχὴν ἀντιπροσώπων ὅλων τῶν ἐνδιαφερομένων μερῶν. [570,1220,741,1336]
body-text: Η κατάστασις εἰς τὴν περιοχὴν παραμένει ἐξαιρετικῶς κρίσιμος, ἐνῷ αἱ ἀρμόδιαι ἀρχαὶ παρακολουθοῦν στενῶς τὰς ἐξελίξεις. Κατὰ πληροφορίας ἐκ τῶν ἐπισήμων κύκλων, ἡ κυβέρνησις ἐξετάζει τὰ ληπτέα μέτρα διὰ τὴν ἀποκατάστασιν τῆς τάξεως καὶ τὴν προστασίαν τοῦ πληθυσμοῦ. Ἀνακοινώθη ἐπίσης ὅτι αἱ διαπραγματεύσεις θὰ συνεχισθοῦν κατὰ τὰς προσεχεῖς ἡμέρας μὲ τὴν συμμετοχὴν ἀντιπροσώπων ὅλων τῶν ἐνδιαφερομένων μερῶν. [215,1372,387,1489]
box-goat [1110,170,1266,247]
article-earthquake [570,1088,1097,1352]
kicker: ΣΥΜΠΛΟΚΗ [92,429,153,440]
article-harriman [570,716,1097,994]
box-johnson-insult [1110,1238,1266,1291]
body-text: Η κατάστασις εἰς τὴν περιοχὴν παραμένει ἐξαιρετικῶς κρίσιμος, ἐνῷ αἱ ἀρμόδιαι ἀρχαὶ παρακολουθοῦν στενῶς τὰς ἐξελίξεις. Κατὰ πληροφορίας ἐκ τῶν ἐπισήμων κύκλων, ἡ κυβέρνησις ἐξετάζει τὰ ληπτέα μέτρα διὰ τὴν ἀποκατάστασιν τῆς τάξεως καὶ τὴν προστασίαν τοῦ πληθυσμοῦ. Ἀνακοινώθη ἐπίσης ὅτι αἱ διαπραγματεύσεις θὰ συνεχισθοῦν κατὰ τὰς προσεχεῖς ἡμέρας μὲ τὴν συμμετοχὴν ἀντιπροσώπων ὅλων τῶν ἐνδιαφερομένων μερῶν. [1110,1737,1429,1796]
footer-mark: ΣΥΣ. [822,1972,845,1983]
body-text: Η κατάστασις εἰς τὴν περιοχὴν παραμένει ἐξαιρετικῶς κρίσιμος, ἐνῷ αἱ ἀρμόδιαι ἀρχαὶ παρακολουθοῦν στενῶς τὰς ἐξελίξεις. Κατὰ πληροφορίας ἐκ τῶν ἐπισήμων κύκλων, ἡ κυβέρνησις ἐξετάζει τὰ ληπτέα μέτρα διὰ τὴν ἀποκατάστασιν τῆς τάξεως καὶ τὴν προστασίαν τοῦ πληθυσμοῦ. Ἀνακοινώθη ἐπίσης ὅτι αἱ διαπραγματεύσεις θὰ συνεχισθοῦν κατὰ τὰς προσεχεῖς ἡμέρας μὲ τὴν συμμετοχὴν ἀντιπροσώπων ὅλων τῶν ἐνδιαφερομένων μερῶν. [924,1559,1097,1676]
body-text: Η κατάστασις εἰς τὴν περιοχὴν παραμένει ἐξαιρετικῶς κρίσιμος, ἐνῷ αἱ ἀρμόδιαι ἀρχαὶ παρακολουθοῦν στενῶς τὰς ἐξελίξεις. Κατὰ πληροφορίας ἐκ τῶν ἐπισήμων κύκλων, ἡ κυβέρνησις ἐξετάζει τὰ ληπτέα μέτρα διὰ τὴν ἀποκατάστασιν τῆς τάξεως καὶ τὴν προστασίαν τοῦ πληθυσμοῦ. Ἀνακοινώθη ἐπίσης ὅτι αἱ διαπραγματεύσεις θὰ συνεχισθοῦν κατὰ τὰς προσεχεῖς ἡμέρας μὲ τὴν συμμετοχὴν ἀντιπροσώπων ὅλων τῶν ἐνδιαφερομένων μερῶν. [36,1961,208,2078]
headline-agro: ΔΙ' ΑΓΟΡΑΝΟΜΙΚΗΣ ΔΙΑΤΑΞΕΩΣ Η ΤΙΜΗ ΤΩΝ ΓΕΣΙΜΙΚΩΝ [53,996,192,1036]
body-text: Η κατάστασις εἰς τὴν περιοχὴν παραμένει ἐξαιρετικῶς κρίσιμος, ἐνῷ αἱ ἀρμόδιαι ἀρχαὶ παρακολουθοῦν στενῶς τὰς ἐξελίξεις. Κατὰ πληροφορίας ἐκ τῶν ἐπισήμων κύκλων, ἡ κυβέρνησις ἐξετάζει τὰ ληπτέα μέτρα διὰ τὴν ἀποκατάστασιν τῆς τάξεως καὶ τὴν προστασίαν τοῦ πληθυσμοῦ. Ἀνακοινώθη ἐπίσης ὅτι αἱ διαπραγματεύσεις θὰ συνεχισθοῦν κατὰ τὰς προσεχεῖς ἡμέρας μὲ τὴν συμμετοχὴν ἀντιπροσώπων ὅλων τῶν ἐνδιαφερομένων μερῶν. [400,1350,557,1475]
headline-dollars: ΣΥΝΕΛΗΦΘΗ ΕΝΩ ΔΙΕΘΕΤΕ 3.000 ΔΟΛΛΑΡΙΩΝ ΑΝΤΙ 100.000 ΔΡΑΧΜΩΝ [405,2010,552,2064]
body-text: Η κατάστασις εἰς τὴν περιοχὴν παραμένει ἐξαιρετικῶς κρίσιμος, ἐνῷ αἱ ἀρμόδιαι ἀρχαὶ παρακολουθοῦν στενῶς τὰς ἐξελίξεις. Κατὰ πληροφορίας ἐκ τῶν ἐπισήμων κύκλων, ἡ κυβέρνησις ἐξετάζει τὰ ληπτέα μέτρα διὰ τὴν ἀποκατάστασιν τῆς τάξεως καὶ τὴν προστασίαν τοῦ πληθυσμοῦ. Ἀνακοινώθη ἐπίσης ὅτι αἱ διαπραγματεύσεις θὰ συνεχισθοῦν κατὰ τὰς προσεχεῖς ἡμέρας μὲ τὴν συμμετοχὴν ἀντιπροσώπων ὅλων τῶν ἐνδιαφερομένων μερῶν. [215,794,387,909]
body-text: Η κατάστασις εἰς τὴν περιοχὴν παραμένει ἐξαιρετικῶς κρίσιμος, ἐνῷ αἱ ἀρμόδιαι ἀρχαὶ παρακολουθοῦν στενῶς τὰς ἐξελίξεις. Κατὰ πληροφορίας ἐκ τῶν ἐπισήμων κύκλων, ἡ κυβέρνησις ἐξετάζει τὰ ληπτέα μέτρα διὰ τὴν ἀποκατάστασιν τῆς τάξεως καὶ τὴν προστασίαν τοῦ πληθυσμοῦ. Ἀνακοινώθη ἐπίσης ὅτι αἱ διαπραγματεύσεις θὰ συνεχισθοῦν κατὰ τὰς προσεχεῖς ἡμέρας μὲ τὴν συμμετοχὴν ἀντιπροσώπων ὅλων τῶν ἐνδιαφερομένων μερῶν. [1110,405,1266,531]
body-text: Η κατάστασις εἰς τὴν περιοχὴν παραμένει ἐξαιρετικῶς κρίσιμος, ἐνῷ αἱ ἀρμόδιαι ἀρχαὶ παρακολουθοῦν στενῶς τὰς ἐξελίξεις. Κατὰ πληροφορίας ἐκ τῶν ἐπισήμων κύκλων, ἡ κυβέρνησις ἐξετάζει τὰ ληπτέα μέτρα διὰ τὴν ἀποκατάστασιν τῆς τάξεως καὶ τὴν προστασίαν τοῦ πληθυσμοῦ. Ἀνακοινώθη ἐπίσης ὅτι αἱ διαπραγματεύσεις θὰ συνεχισθοῦν κατὰ τὰς προσεχεῖς ἡμέρας μὲ τὴν συμμετοχὴν ἀντιπροσώπων ὅλων τῶν ἐνδιαφερομένων μερῶν. [400,1702,557,1827]
kicker: ΑΔΥΝΑΤΟΣ Η ΔΙΑΣΩΣΙΣ [774,1089,893,1100]
body-text: Η κατάστασις εἰς τὴν περιοχὴν παραμένει ἐξαιρετικῶς κρίσιμος, ἐνῷ αἱ ἀρμόδιαι ἀρχαὶ παρακολουθοῦν στενῶς τὰς ἐξελίξεις. Κατὰ πληροφορίας ἐκ τῶν ἐπισήμων κύκλων, ἡ κυβέρνησις ἐξετάζει τὰ ληπτέα μέτρα διὰ τὴν ἀποκατάστασιν τῆς τάξεως καὶ τὴν προστασίαν τοῦ πληθυσμοῦ. Ἀνακοινώθη ἐπίσης ὅτι αἱ διαπραγματεύσεις θὰ συνεχισθοῦν κατὰ τὰς προσεχεῖς ἡμέρας μὲ τὴν συμμετοχὴν ἀντιπροσώπων ὅλων τῶν ἐνδιαφερομένων μερῶν. [215,2080,387,2195]
kicker: ΕΠΙΒΕΒΑΙΟΥΤΑΙ [971,849,1053,860]
body-text: Η κατάστασις εἰς τὴν περιοχὴν παραμένει ἐξαιρετικῶς κρίσιμος, ἐνῷ αἱ ἀρμόδιαι ἀρχαὶ παρακολουθοῦν στενῶς τὰς ἐξελίξεις. Κατὰ πληροφορίας ἐκ τῶν ἐπισήμων κύκλων, ἡ κυβέρνησις ἐξετάζει τὰ ληπτέα μέτρα διὰ τὴν ἀποκατάστασιν τῆς τάξεως καὶ τὴν προστασίαν τοῦ πληθυσμοῦ. Ἀνακοινώθη ἐπίσης ὅτι αἱ διαπραγματεύσεις θὰ συνεχισθοῦν κατὰ τὰς προσεχεῖς ἡμέρας μὲ τὴν συμμετοχὴν ἀντιπροσώπων ὅλων τῶν ἐνδιαφερομένων μερῶν. [36,1844,208,1960]
body-text: Η κατάστασις εἰς τὴν περιοχὴν παραμένει ἐξαιρετικῶς κρίσιμος, ἐνῷ αἱ ἀρμόδιαι ἀρχαὶ παρακολουθοῦν στενῶς τὰς ἐξελίξεις. Κατὰ πληροφορίας ἐκ τῶν ἐπισήμων κύκλων, ἡ κυβέρνησις ἐξετάζει τὰ ληπτέα μέτρα διὰ τὴν ἀποκατάστασιν τῆς τάξεως καὶ τὴν προστασίαν τοῦ πληθυσμοῦ. Ἀνακοινώθη ἐπίσης ὅτι αἱ διαπραγματεύσεις θὰ συνεχισθοῦν κατὰ τὰς προσεχεῖς ἡμέρας μὲ τὴν συμμετοχὴν ἀντιπροσώπων ὅλων τῶν ἐνδιαφερομένων μερῶν. [1273,169,1429,295]
body-text: Η κατάστασις εἰς τὴν περιοχὴν παραμένει ἐξαιρετικῶς κρίσιμος, ἐνῷ αἱ ἀρμόδιαι ἀρχαὶ παρακολουθοῦν στενῶς τὰς ἐξελίξεις. Κατὰ πληροφορίας ἐκ τῶν ἐπισήμων κύκλων, ἡ κυβέρνησις ἐξετάζει τὰ ληπτέα μέτρα διὰ τὴν ἀποκατάστασιν τῆς τάξεως καὶ τὴν προστασίαν τοῦ πληθυσμοῦ. Ἀνακοινώθη ἐπίσης ὅτι αἱ διαπραγματεύσεις θὰ συνεχισθοῦν κατὰ τὰς προσεχεῖς ἡμέρας μὲ τὴν συμμετοχὴν ἀντιπροσώπων ὅλων τῶν ἐνδιαφερομένων μερῶν. [1110,613,1429,671]
headline-diamon: ΕΚΤΑΚΤΟΣ ΕΝΙΣΧΥΣΙΣ ΤΩΝ ΔΙΑΜΟΝΩΝ ΛΟΓΩ ΑΥΞΗΣΕΩΣ ΤΗΣ ΑΛΛΗΛΟΓΡΑΦΙΑΣ [400,347,557,400]
article-edinburgh [1110,1238,1429,1492]
body-text: Η κατάστασις εἰς τὴν περιοχὴν παραμένει ἐξαιρετικῶς κρίσιμος, ἐνῷ αἱ ἀρμόδιαι ἀρχαὶ παρακολουθοῦν στενῶς τὰς ἐξελίξεις. Κατὰ πληροφορίας ἐκ τῶν ἐπισήμων κύκλων, ἡ κυβέρνησις ἐξετάζει τὰ ληπτέα μέτρα διὰ τὴν ἀποκατάστασιν τῆς τάξεως καὶ τὴν προστασίαν τοῦ πληθυσμοῦ. Ἀνακοινώθη ἐπίσης ὅτι αἱ διαπραγματεύσεις θὰ συνεχισθοῦν κατὰ τὰς προσεχεῖς ἡμέρας μὲ τὴν συμμετοχὴν ἀντιπροσώπων ὅλων τῶν ἐνδιαφερομένων μερῶν. [215,1110,387,1227]
column-rule [562,0,563,2151]
headline-piraeus: ΔΥΟ ΕΠΙΒΑΤΗΓΑ ΣΥΝΕΚΡΟΥΣΘΗΣΑΝ ΕΙΣ ΤΟΝ ΛΙΜΕΝΑ ΤΟΥ ΠΕΙΡΑΙΩΣ [410,10,547,63]
body-text: Η κατάστασις εἰς τὴν περιοχὴν παραμένει ἐξαιρετικῶς κρίσιμος, ἐνῷ αἱ ἀρμόδιαι ἀρχαὶ παρακολουθοῦν στενῶς τὰς ἐξελίξεις. Κατὰ πληροφορίας ἐκ τῶν ἐπισήμων κύκλων, ἡ κυβέρνησις ἐξετάζει τὰ ληπτέα μέτρα διὰ τὴν ἀποκατάστασιν τῆς τάξεως καὶ τὴν προστασίαν τοῦ πληθυσμοῦ. Ἀνακοινώθη ἐπίσης ὅτι αἱ διαπραγματεύσεις θὰ συνεχισθοῦν κατὰ τὰς προσεχεῖς ἡμέρας μὲ τὴν συμμετοχὴν ἀντιπροσώπων ὅλων τῶν ἐνδιαφερομένων μερῶν. [570,715,741,832]
kicker: ΣΧΟΛΙΑ ΤΟΥ ΠΕΚΙΝΟΥ [955,319,1069,329]
body-text: Η κατάστασις εἰς τὴν περιοχὴν παραμένει ἐξαιρετικῶς κρίσιμος, ἐνῷ αἱ ἀρμόδιαι ἀρχαὶ παρακολουθοῦν στενῶς τὰς ἐξελίξεις. Κατὰ πληροφορίας ἐκ τῶν ἐπισήμων κύκλων, ἡ κυβέρνησις ἐξετάζει τὰ ληπτέα μέτρα διὰ τὴν ἀποκατάστασιν τῆς τάξεως καὶ τὴν προστασίαν τοῦ πληθυσμοῦ. Ἀνακοινώθη ἐπίσης ὅτι αἱ διαπραγματεύσεις θὰ συνεχισθοῦν κατὰ τὰς προσεχεῖς ἡμέρας μὲ τὴν συμμετοχὴν ἀντιπροσώπων ὅλων τῶν ἐνδιαφερομένων μερῶν. [570,1440,917,1498]
body-text: Η κατάστασις εἰς τὴν περιοχὴν παραμένει ἐξαιρετικῶς κρίσιμος, ἐνῷ αἱ ἀρμόδιαι ἀρχαὶ παρακολουθοῦν στενῶς τὰς ἐξελίξεις. Κατὰ πληροφορίας ἐκ τῶν ἐπισήμων κύκλων, ἡ κυβέρνησις ἐξετάζει τὰ ληπτέα μέτρα διὰ τὴν ἀποκατάστασιν τῆς τάξεως καὶ τὴν προστασίαν τοῦ πληθυσμοῦ. Ἀνακοινώθη ἐπίσης ὅτι αἱ διαπραγματεύσεις θὰ συνεχισθοῦν κατὰ τὰς προσεχεῖς ἡμέρας μὲ τὴν συμμετοχὴν ἀντιπροσώπων ὅλων τῶν ἐνδιαφερομένων μερῶν. [926,1150,1097,1266]
headline-johnson-tour: Ο κ. ΤΖΟΝΣΟΝ ΕΙΣ ΠΕΡΙΟΔΕΙΑΝ [1136,374,1240,401]
body-text: Η κατάστασις εἰς τὴν περιοχὴν παραμένει ἐξαιρετικῶς κρίσιμος, ἐνῷ αἱ ἀρμόδιαι ἀρχαὶ παρακολουθοῦν στενῶς τὰς ἐξελίξεις. Κατὰ πληροφορίας ἐκ τῶν ἐπισήμων κύκλων, ἡ κυβέρνησις ἐξετάζει τὰ ληπτέα μέτρα διὰ τὴν ἀποκατάστασιν τῆς τάξεως καὶ τὴν προστασίαν τοῦ πληθυσμοῦ. Ἀνακοινώθη ἐπίσης ὅτι αἱ διαπραγματεύσεις θὰ συνεχισθοῦν κατὰ τὰς προσεχεῖς ἡμέρας μὲ τὴν συμμετοχὴν ἀντιπροσώπων ὅλων τῶν ἐνδιαφερομένων μερῶν. [400,1526,557,1652]
column-rule [1104,0,1105,2151]
body-text: Η κατάστασις εἰς τὴν περιοχὴν παραμένει ἐξαιρετικῶς κρίσιμος, ἐνῷ αἱ ἀρμόδιαι ἀρχαὶ παρακολουθοῦν στενῶς τὰς ἐξελίξεις. Κατὰ πληροφορίας ἐκ τῶν ἐπισήμων κύκλων, ἡ κυβέρνησις ἐξετάζει τὰ ληπτέα μέτρα διὰ τὴν ἀποκατάστασιν τῆς τάξεως καὶ τὴν προστασίαν τοῦ πληθυσμοῦ. Ἀνακοινώθη ἐπίσης ὅτι αἱ διαπραγματεύσεις θὰ συνεχισθοῦν κατὰ τὰς προσεχεῖς ἡμέρας μὲ τὴν συμμετοχὴν ἀντιπροσώπων ὅλων τῶν ἐνδιαφερομένων μερῶν. [926,731,1097,847]
article-heatwave [36,993,387,1554]
kicker: ΠΕΡΙΟΔΕΙΑ ΤΟΥ ΟΡΕΚ [246,429,356,440]
headline-grain: ΕΜΕΙΩΘΗ Η ΠΑΡΑΓΩΓΗ ΔΗΜΗΤΡΙΑΚΩΝ ΕΙΣ ΗΝΩΜ. ΠΟΛΙΤΕΙΑΣ [1119,737,1257,778]
kicker: ΝΟΣΗΛΕΙΑ ΕΙΣ ΣΧΟΛΕΙΟΝ [678,1427,809,1438]
body-text: Η κατάστασις εἰς τὴν περιοχὴν παραμένει ἐξαιρετικῶς κρίσιμος, ἐνῷ αἱ ἀρμόδιαι ἀρχαὶ παρακολουθοῦν στενῶς τὰς ἐξελίξεις. Κατὰ πληροφορίας ἐκ τῶν ἐπισήμων κύκλων, ἡ κυβέρνησις ἐξετάζει τὰ ληπτέα μέτρα διὰ τὴν ἀποκατάστασιν τῆς τάξεως καὶ τὴν προστασίαν τοῦ πληθυσμοῦ. Ἀνακοινώθη ἐπίσης ὅτι αἱ διαπραγματεύσεις θὰ συνεχισθοῦν κατὰ τὰς προσεχεῖς ἡμέρας μὲ τὴν συμμετοχὴν ἀντιπροσώπων ὅλων τῶν ἐνδιαφερομένων μερῶν. [748,1749,919,1866]
headline-coffin: ΣΙΔΗΡΟΥΝ ΚΙΒΩΤΙΟΝ ΜΕ ΠΤΩΜΑ ΓΥΝΑΙΚΟΣ ΑΝΕΥΡΕΘΗ ΑΠΟ ΜΙΑΝ ΔΙΩΡΥΓΑ ΤΗΣ ΛΙΛΛΗΣ [1132,1603,1407,1632]
body-text: Η κατάστασις εἰς τὴν περιοχὴν παραμένει ἐξαιρετικῶς κρίσιμος, ἐνῷ αἱ ἀρμόδιαι ἀρχαὶ παρακολουθοῦν στενῶς τὰς ἐξελίξεις. Κατὰ πληροφορίας ἐκ τῶν ἐπισήμων κύκλων, ἡ κυβέρνησις ἐξετάζει τὰ ληπτέα μέτρα διὰ τὴν ἀποκατάστασιν τῆς τάξεως καὶ τὴν προστασίαν τοῦ πληθυσμοῦ. Ἀνακοινώθη ἐπίσης ὅτι αἱ διαπραγματεύσεις θὰ συνεχισθοῦν κατὰ τὰς προσεχεῖς ἡμέρας μὲ τὴν συμμετοχὴν ἀντιπροσώπων ὅλων τῶν ἐνδιαφερομένων μερῶν. [400,2231,557,2356]
kicker: ΑΦΟΡΗΤΟΣ ΚΑΥΣΩΝ ΕΙΣ ΞΑΝΘΗΝ [217,1229,386,1240]
headline-youth-decree: ΑΝΤΙΣΥΝΤΑΓΜΑΤΙΚΟΝ ΘΕΩΡΕΙ ΤΟ ΔΙΑΤΑΓΜΑ ΠΕΡΙ ΤΩΝ ΟΡΓΑΝΩΣΕΩΝ ΤΗΣ ΝΕΟΛΑΙΑΣ Ο ΔΙΚΗΓΟΡΙΚΟΣ ΣΥΛΛΟΓΟΣ ΤΩΝ ΑΘΗΝΩΝ [1114,561,1425,604]
body-text: Η κατάστασις εἰς τὴν περιοχὴν παραμένει ἐξαιρετικῶς κρίσιμος, ἐνῷ αἱ ἀρμόδιαι ἀρχαὶ παρακολουθοῦν στενῶς τὰς ἐξελίξεις. Κατὰ πληροφορίας ἐκ τῶν ἐπισήμων κύκλων, ἡ κυβέρνησις ἐξετάζει τὰ ληπτέα μέτρα διὰ τὴν ἀποκατάστασιν τῆς τάξεως καὶ τὴν προστασίαν τοῦ πληθυσμοῦ. Ἀνακοινώθη ἐπίσης ὅτι αἱ διαπραγματεύσεις θὰ συνεχισθοῦν κατὰ τὰς προσεχεῖς ἡμέρας μὲ τὴν συμμετοχὴν ἀντιπροσώπων ὅλων τῶν ἐνδιαφερομένων μερῶν. [215,993,387,1109]
kicker: ΑΠΟΣΤΟΛΗ ΕΙΣ ΜΟΣΧΑΝ [771,981,896,992]
subhead-piraeus: ΑΝΘΡΩΠΙΝΑΙ ΑΠΩΛΕΙΑΙ ΔΕΝ ΕΣΗΜΕΙΩΘΗΣΑΝ [410,66,548,86]
body-text: Η κατάστασις εἰς τὴν περιοχὴν παραμένει ἐξαιρετικῶς κρίσιμος, ἐνῷ αἱ ἀρμόδιαι ἀρχαὶ παρακολουθοῦν στενῶς τὰς ἐξελίξεις. Κατὰ πληροφορίας ἐκ τῶν ἐπισήμων κύκλων, ἡ κυβέρνησις ἐξετάζει τὰ ληπτέα μέτρα διὰ τὴν ἀποκατάστασιν τῆς τάξεως καὶ τὴν προστασίαν τοῦ πληθυσμοῦ. Ἀνακοινώθη ἐπίσης ὅτι αἱ διαπραγματεύσεις θὰ συνεχισθοῦν κατὰ τὰς προσεχεῖς ἡμέρας μὲ τὴν συμμετοχὴν ἀντιπροσώπων ὅλων τῶν ἐνδιαφερομένων μερῶν. [400,707,557,833]
kicker: ΔΙΑΠΙΣΤΩΣΕΙΣ [797,849,870,860]
body-text: Η κατάστασις εἰς τὴν περιοχὴν παραμένει ἐξαιρετικῶς κρίσιμος, ἐνῷ αἱ ἀρμόδιαι ἀρχαὶ παρακολουθοῦν στενῶς τὰς ἐξελίξεις. Κατὰ πληροφορίας ἐκ τῶν ἐπισήμων κύκλων, ἡ κυβέρνησις ἐξετάζει τὰ ληπτέα μέτρα διὰ τὴν ἀποκατάστασιν τῆς τάξεως καὶ τὴν προστασίαν τοῦ πληθυσμοῦ. Ἀνακοινώθη ἐπίσης ὅτι αἱ διαπραγματεύσεις θὰ συνεχισθοῦν κατὰ τὰς προσεχεῖς ἡμέρας μὲ τὴν συμμετοχὴν ἀντιπροσώπων ὅλων τῶν ἐνδιαφερομένων μερῶν. [215,309,387,426]
box-pakistan [1110,1419,1266,1460]
column-rule [394,0,395,2151]
body-text: Η κατάστασις εἰς τὴν περιοχὴν παραμένει ἐξαιρετικῶς κρίσιμος, ἐνῷ αἱ ἀρμόδιαι ἀρχαὶ παρακολουθοῦν στενῶς τὰς ἐξελίξεις. Κατὰ πληροφορίας ἐκ τῶν ἐπισήμων κύκλων, ἡ κυβέρνησις ἐξετάζει τὰ ληπτέα μέτρα διὰ τὴν ἀποκατάστασιν τῆς τάξεως καὶ τὴν προστασίαν τοῦ πληθυσμοῦ. Ἀνακοινώθη ἐπίσης ὅτι αἱ διαπραγματεύσεις θὰ συνεχισθοῦν κατὰ τὰς προσεχεῖς ἡμέρας μὲ τὴν συμμετοχὴν ἀντιπροσώπων ὅλων τῶν ἐνδιαφερομένων μερῶν. [570,1734,741,1850]
kicker: ΝΕΟΙ ΟΡΟΙ [985,718,1039,729]
body-text: Η κατάστασις εἰς τὴν περιοχὴν παραμένει ἐξαιρετικῶς κρίσιμος, ἐνῷ αἱ ἀρμόδιαι ἀρχαὶ παρακολουθοῦν στενῶς τὰς ἐξελίξεις. Κατὰ πληροφορίας ἐκ τῶν ἐπισήμων κύκλων, ἡ κυβέρνησις ἐξετάζει τὰ ληπτέα μέτρα διὰ τὴν ἀποκατάστασιν τῆς τάξεως καὶ τὴν προστασίαν τοῦ πληθυσμοῦ. Ἀνακοινώθη ἐπίσης ὅτι αἱ διαπραγματεύσεις θὰ συνεχισθοῦν κατὰ τὰς προσεχεῖς ἡμέρας μὲ τὴν συμμετοχὴν ἀντιπροσώπων ὅλων τῶν ἐνδιαφερομένων μερῶν. [400,87,557,213]
body-text: Η κατάστασις εἰς τὴν περιοχὴν παραμένει ἐξαιρετικῶς κρίσιμος, ἐνῷ αἱ ἀρμόδιαι ἀρχαὶ παρακολουθοῦν στενῶς τὰς ἐξελίξεις. Κατὰ πληροφορίας ἐκ τῶν ἐπισήμων κύκλων, ἡ κυβέρνησις ἐξετάζει τὰ ληπτέα μέτρα διὰ τὴν ἀποκατάστασιν τῆς τάξεως καὶ τὴν προστασίαν τοῦ πληθυσμοῦ. Ἀνακοινώθη ἐπίσης ὅτι αἱ διαπραγματεύσεις θὰ συνεχισθοῦν κατὰ τὰς προσεχεῖς ἡμέρας μὲ τὴν συμμετοχὴν ἀντιπροσώπων ὅλων τῶν ἐνδιαφερομένων μερῶν. [36,1319,208,1434]
body-text: Η κατάστασις εἰς τὴν περιοχὴν παραμένει ἐξαιρετικῶς κρίσιμος, ἐνῷ αἱ ἀρμόδιαι ἀρχαὶ παρακολουθοῦν στενῶς τὰς ἐξελίξεις. Κατὰ πληροφορίας ἐκ τῶν ἐπισήμων κύκλων, ἡ κυβέρνησις ἐξετάζει τὰ ληπτέα μέτρα διὰ τὴν ἀποκατάστασιν τῆς τάξεως καὶ τὴν προστασίαν τοῦ πληθυσμοῦ. Ἀνακοινώθη ἐπίσης ὅτι αἱ διαπραγματεύσεις θὰ συνεχισθοῦν κατὰ τὰς προσεχεῖς ἡμέρας μὲ τὴν συμμετοχὴν ἀντιπροσώπων ὅλων τῶν ἐνδιαφερομένων μερῶν. [1273,731,1429,856]
body-text: Η κατάστασις εἰς τὴν περιοχὴν παραμένει ἐξαιρετικῶς κρίσιμος, ἐνῷ αἱ ἀρμόδιαι ἀρχαὶ παρακολουθοῦν στενῶς τὰς ἐξελίξεις. Κατὰ πληροφορίας ἐκ τῶν ἐπισήμων κύκλων, ἡ κυβέρνησις ἐξετάζει τὰ ληπτέα μέτρα διὰ τὴν ἀποκατάστασιν τῆς τάξεως καὶ τὴν προστασίαν τοῦ πληθυσμοῦ. Ἀνακοινώθη ἐπίσης ὅτι αἱ διαπραγματεύσεις θὰ συνεχισθοῦν κατὰ τὰς προσεχεῖς ἡμέρας μὲ τὴν συμμετοχὴν ἀντιπροσώπων ὅλων τῶν ἐνδιαφερομένων μερῶν. [748,200,919,316]
body-text: Η κατάστασις εἰς τὴν περιοχὴν παραμένει ἐξαιρετικῶς κρίσιμος, ἐνῷ αἱ ἀρμόδιαι ἀρχαὶ παρακολουθοῦν στενῶς τὰς ἐξελίξεις. Κατὰ πληροφορίας ἐκ τῶν ἐπισήμων κύκλων, ἡ κυβέρνησις ἐξετάζει τὰ ληπτέα μέτρα διὰ τὴν ἀποκατάστασιν τῆς τάξεως καὶ τὴν προστασίαν τοῦ πληθυσμοῦ. Ἀνακοινώθη ἐπίσης ὅτι αἱ διαπραγματεύσεις θὰ συνεχισθοῦν κατὰ τὰς προσεχεῖς ἡμέρας μὲ τὴν συμμετοχὴν ἀντιπροσώπων ὅλων τῶν ἐνδιαφερομένων μερῶν. [924,1397,1097,1514]
body-text: Η κατάστασις εἰς τὴν περιοχὴν παραμένει ἐξαιρετικῶς κρίσιμος, ἐνῷ αἱ ἀρμόδιαι ἀρχαὶ παρακολουθοῦν στενῶς τὰς ἐξελίξεις. Κατὰ πληροφορίας ἐκ τῶν ἐπισήμων κύκλων, ἡ κυβέρνησις ἐξετάζει τὰ ληπτέα μέτρα διὰ τὴν ἀποκατάστασιν τῆς τάξεως καὶ τὴν προστασίαν τοῦ πληθυσμοῦ. Ἀνακοινώθη ἐπίσης ὅτι αἱ διαπραγματεύσεις θὰ συνεχισθοῦν κατὰ τὰς προσεχεῖς ἡμέρας μὲ τὴν συμμετοχὴν ἀντιπροσώπων ὅλων τῶν ἐνδιαφερομένων μερῶν. [400,2068,557,2193]
body-text: Η κατάστασις εἰς τὴν περιοχὴν παραμένει ἐξαιρετικῶς κρίσιμος, ἐνῷ αἱ ἀρμόδιαι ἀρχαὶ παρακολουθοῦν στενῶς τὰς ἐξελίξεις. Κατὰ πληροφορίας ἐκ τῶν ἐπισήμων κύκλων, ἡ κυβέρνησις ἐξετάζει τὰ ληπτέα μέτρα διὰ τὴν ἀποκατάστασιν τῆς τάξεως καὶ τὴν προστασίαν τοῦ πληθυσμοῦ. Ἀνακοινώθη ἐπίσης ὅτι αἱ διαπραγματεύσεις θὰ συνεχισθοῦν κατὰ τὰς προσεχεῖς ἡμέρας μὲ τὴν συμμετοχὴν ἀντιπροσώπων ὅλων τῶν ἐνδιαφερομένων μερῶν. [570,1366,917,1424]
body-text: Η κατάστασις εἰς τὴν περιοχὴν παραμένει ἐξαιρετικῶς κρίσιμος, ἐνῷ αἱ ἀρμόδιαι ἀρχαὶ παρακολουθοῦν στενῶς τὰς ἐξελίξεις. Κατὰ πληροφορίας ἐκ τῶν ἐπισήμων κύκλων, ἡ κυβέρνησις ἐξετάζει τὰ ληπτέα μέτρα διὰ τὴν ἀποκατάστασιν τῆς τάξεως καὶ τὴν προστασίαν τοῦ πληθυσμοῦ. Ἀνακοινώθη ἐπίσης ὅτι αἱ διαπραγματεύσεις θὰ συνεχισθοῦν κατὰ τὰς προσεχεῖς ἡμέρας μὲ τὴν συμμετοχὴν ἀντιπροσώπων ὅλων τῶν ἐνδιαφερομένων μερῶν. [215,1961,387,2078]
kicker: ΔΙΚΑΙΟΜΕΝΗ ΑΙ ΑΝΑΚΡΙΣΕΙΣ [938,187,1086,198]
column-1 [36,0,387,2496]
body-text: Η κατάστασις εἰς τὴν περιοχὴν παραμένει ἐξαιρετικῶς κρίσιμος, ἐνῷ αἱ ἀρμόδιαι ἀρχαὶ παρακολουθοῦν στενῶς τὰς ἐξελίξεις. Κατὰ πληροφορίας ἐκ τῶν ἐπισήμων κύκλων, ἡ κυβέρνησις ἐξετάζει τὰ ληπτέα μέτρα διὰ τὴν ἀποκατάστασιν τῆς τάξεως καὶ τὴν προστασίαν τοῦ πληθυσμοῦ. Ἀνακοινώθη ἐπίσης ὅτι αἱ διαπραγματεύσεις θὰ συνεχισθοῦν κατὰ τὰς προσεχεῖς ἡμέρας μὲ τὴν συμμετοχὴν ἀντιπροσώπων ὅλων τῶν ἐνδιαφερομένων μερῶν. [926,331,1097,447]
body-text: Η κατάστασις εἰς τὴν περιοχὴν παραμένει ἐξαιρετικῶς κρίσιμος, ἐνῷ αἱ ἀρμόδιαι ἀρχαὶ παρακολουθοῦν στενῶς τὰς ἐξελίξεις. Κατὰ πληροφορίας ἐκ τῶν ἐπισήμων κύκλων, ἡ κυβέρνησις ἐξετάζει τὰ ληπτέα μέτρα διὰ τὴν ἀποκατάστασιν τῆς τάξεως καὶ τὴν προστασίαν τοῦ πληθυσμοῦ. Ἀνακοινώθη ἐπίσης ὅτι αἱ διαπραγματεύσεις θὰ συνεχισθοῦν κατὰ τὰς προσεχεῖς ἡμέρας μὲ τὴν συμμετοχὴν ἀντιπροσώπων ὅλων τῶν ἐνδιαφερομένων μερῶν. [36,2436,387,2495]
article-cyprus [36,193,387,926]
body-text: Η κατάστασις εἰς τὴν περιοχὴν παραμένει ἐξαιρετικῶς κρίσιμος, ἐνῷ αἱ ἀρμόδιαι ἀρχαὶ παρακολουθοῦν στενῶς τὰς ἐξελίξεις. Κατὰ πληροφορίας ἐκ τῶν ἐπισήμων κύκλων, ἡ κυβέρνησις ἐξετάζει τὰ ληπτέα μέτρα διὰ τὴν ἀποκατάστασιν τῆς τάξεως καὶ τὴν προστασίαν τοῦ πληθυσμοῦ. Ἀνακοινώθη ἐπίσης ὅτι αἱ διαπραγματεύσεις θὰ συνεχισθοῦν κατὰ τὰς προσεχεῖς ἡμέρας μὲ τὴν συμμετοχὴν ἀντιπροσώπων ὅλων τῶν ἐνδιαφερομένων μερῶν. [215,1844,387,1960]
body-text: Η κατάστασις εἰς τὴν περιοχὴν παραμένει ἐξαιρετικῶς κρίσιμος, ἐνῷ αἱ ἀρμόδιαι ἀρχαὶ παρακολουθοῦν στενῶς τὰς ἐξελίξεις. Κατὰ πληροφορίας ἐκ τῶν ἐπισήμων κύκλων, ἡ κυβέρνησις ἐξετάζει τὰ ληπτέα μέτρα διὰ τὴν ἀποκατάστασιν τῆς τάξεως καὶ τὴν προστασίαν τοῦ πληθυσμοῦ. Ἀνακοινώθη ἐπίσης ὅτι αἱ διαπραγματεύσεις θὰ συνεχισθοῦν κατὰ τὰς προσεχεῖς ἡμέρας μὲ τὴν συμμετοχὴν ἀντιπροσώπων ὅλων τῶν ἐνδιαφερομένων μερῶν. [1110,957,1266,1082]
headline-cyprus: Ευρηπυτιυή ή ματάστασις είς τήν περιοχήν Πάφου λόγω τής τουρμανταρσίας [37,41,386,140]
body-text: Η κατάστασις εἰς τὴν περιοχὴν παραμένει ἐξαιρετικῶς κρίσιμος, ἐνῷ αἱ ἀρμόδιαι ἀρχαὶ παρακολουθοῦν στενῶς τὰς ἐξελίξεις. Κατὰ πληροφορίας ἐκ τῶν ἐπισήμων κύκλων, ἡ κυβέρνησις ἐξετάζει τὰ ληπτέα μέτρα διὰ τὴν ἀποκατάστασιν τῆς τάξεως καὶ τὴν προστασίαν τοῦ πληθυσμοῦ. Ἀνακοινώθη ἐπίσης ὅτι αἱ διαπραγματεύσεις θὰ συνεχισθοῦν κατὰ τὰς προσεχεῖς ἡμέρας μὲ τὴν συμμετοχὴν ἀντιπροσώπων ὅλων τῶν ἐνδιαφερομένων μερῶν. [570,1102,741,1219]
body-text: Η κατάστασις εἰς τὴν περιοχὴν παραμένει ἐξαιρετικῶς κρίσιμος, ἐνῷ αἱ ἀρμόδιαι ἀρχαὶ παρακολουθοῦν στενῶς τὰς ἐξελίξεις. Κατὰ πληροφορίας ἐκ τῶν ἐπισήμων κύκλων, ἡ κυβέρνησις ἐξετάζει τὰ ληπτέα μέτρα διὰ τὴν ἀποκατάστασιν τῆς τάξεως καὶ τὴν προστασίαν τοῦ πληθυσμοῦ. Ἀνακοινώθη ἐπίσης ὅτι αἱ διαπραγματεύσεις θὰ συνεχισθοῦν κατὰ τὰς προσεχεῖς ἡμέρας μὲ τὴν συμμετοχὴν ἀντιπροσώπων ὅλων τῶν ἐνδιαφερομένων μερῶν. [926,462,1097,578]
headline-mao: Η ΣΤΡΑΤΙΩΤΙΚΗ ΕΜΦΑΝΙΣΙΣ ΤΟΥ ΜΑΟ ΚΑΙ ΛΙΝ ΠΙΑΟ ΑΠΑΣΧΟΛΕΙ ΚΑΘΗΜΕΡΙΝΩΣ ΤΟΝ ΚΙΝΕΖΙΚΟΝ ΤΥΠΟΝ [1111,680,1428,724]
body-text: Η κατάστασις εἰς τὴν περιοχὴν παραμένει ἐξαιρετικῶς κρίσιμος, ἐνῷ αἱ ἀρμόδιαι ἀρχαὶ παρακολουθοῦν στενῶς τὰς ἐξελίξεις. Κατὰ πληροφορίας ἐκ τῶν ἐπισήμων κύκλων, ἡ κυβέρνησις ἐξετάζει τὰ ληπτέα μέτρα διὰ τὴν ἀποκατάστασιν τῆς τάξεως καὶ τὴν προστασίαν τοῦ πληθυσμοῦ. Ἀνακοινώθη ἐπίσης ὅτι αἱ διαπραγματεύσεις θὰ συνεχισθοῦν κατὰ τὰς προσεχεῖς ἡμέρας μὲ τὴν συμμετοχὴν ἀντιπροσώπων ὅλων τῶν ἐνδιαφερομένων μερῶν. [36,1726,208,1843]
kicker: ΠΟΙΟΣ ΕΙΣΗΓΗΘΗ [77,2081,167,2091]
body-text: Η κατάστασις εἰς τὴν περιοχὴν παραμένει ἐξαιρετικῶς κρίσιμος, ἐνῷ αἱ ἀρμόδιαι ἀρχαὶ παρακολουθοῦν στενῶς τὰς ἐξελίξεις. Κατὰ πληροφορίας ἐκ τῶν ἐπισήμων κύκλων, ἡ κυβέρνησις ἐξετάζει τὰ ληπτέα μέτρα διὰ τὴν ἀποκατάστασιν τῆς τάξεως καὶ τὴν προστασίαν τοῦ πληθυσμοῦ. Ἀνακοινώθη ἐπίσης ὅτι αἱ διαπραγματεύσεις θὰ συνεχισθοῦν κατὰ τὰς προσεχεῖς ἡμέρας μὲ τὴν συμμετοχὴν ἀντιπροσώπων ὅλων τῶν ἐνδιαφερομένων μερῶν. [36,559,208,674]
body-text: Η κατάστασις εἰς τὴν περιοχὴν παραμένει ἐξαιρετικῶς κρίσιμος, ἐνῷ αἱ ἀρμόδιαι ἀρχαὶ παρακολουθοῦν στενῶς τὰς ἐξελίξεις. Κατὰ πληροφορίας ἐκ τῶν ἐπισήμων κύκλων, ἡ κυβέρνησις ἐξετάζει τὰ ληπτέα μέτρα διὰ τὴν ἀποκατάστασιν τῆς τάξεως καὶ τὴν προστασίαν τοῦ πληθυσμοῦ. Ἀνακοινώθη ἐπίσης ὅτι αἱ διαπραγματεύσεις θὰ συνεχισθοῦν κατὰ τὰς προσεχεῖς ἡμέρας μὲ τὴν συμμετοχὴν ἀντιπροσώπων ὅλων τῶν ἐνδιαφερομένων μερῶν. [1273,872,1429,997]
body-text: Η κατάστασις εἰς τὴν περιοχὴν παραμένει ἐξαιρετικῶς κρίσιμος, ἐνῷ αἱ ἀρμόδιαι ἀρχαὶ παρακολουθοῦν στενῶς τὰς ἐξελίξεις. Κατὰ πληροφορίας ἐκ τῶν ἐπισήμων κύκλων, ἡ κυβέρνησις ἐξετάζει τὰ ληπτέα μέτρα διὰ τὴν ἀποκατάστασιν τῆς τάξεως καὶ τὴν προστασίαν τοῦ πληθυσμοῦ. Ἀνακοινώθη ἐπίσης ὅτι αἱ διαπραγματεύσεις θὰ συνεχισθοῦν κατὰ τὰς προσεχεῖς ἡμέρας μὲ τὴν συμμετοχὴν ἀντιπροσώπων ὅλων τῶν ἐνδιαφερομένων μερῶν. [36,1157,208,1272]
kicker: ΟΙΚΟΝΟΜΙΚΗ ΣΥΝΕΡΓΑΣΙΑ [944,450,1080,461]
body-text: Η κατάστασις εἰς τὴν περιοχὴν παραμένει ἐξαιρετικῶς κρίσιμος, ἐνῷ αἱ ἀρμόδιαι ἀρχαὶ παρακολουθοῦν στενῶς τὰς ἐξελίξεις. Κατὰ πληροφορίας ἐκ τῶν ἐπισήμων κύκλων, ἡ κυβέρνησις ἐξετάζει τὰ ληπτέα μέτρα διὰ τὴν ἀποκατάστασιν τῆς τάξεως καὶ τὴν προστασίαν τοῦ πληθυσμοῦ. Ἀνακοινώθη ἐπίσης ὅτι αἱ διαπραγματεύσεις θὰ συνεχισθοῦν κατὰ τὰς προσεχεῖς ἡμέρας μὲ τὴν συμμετοχὴν ἀντιπροσώπων ὅλων τῶν ἐνδιαφερομένων μερῶν. [1273,1238,1429,1363]
column-4 [1110,0,1429,1797]
kicker: ΤΟΥΡΚΙΚΗ ΚΑΤΑΓΓΕΛΙΑ [61,677,183,688]
subhead-australians: Βαρεῖαι ἀπώλειαι τῶν Αὐστραλῶν κατὰ τὰς μάχας μὲ τοὺς Βιὲτ Κόγκ [579,131,1088,177]
subhead-prices: ΣΥΝΕΧΙΖΕΤΑΙ ΑΠΟ ΤΕΤΡΑΗΜΕΡΟΥ [962,1124,1062,1145]
body-text: Η κατάστασις εἰς τὴν περιοχὴν παραμένει ἐξαιρετικῶς κρίσιμος, ἐνῷ αἱ ἀρμόδιαι ἀρχαὶ παρακολουθοῦν στενῶς τὰς ἐξελίξεις. Κατὰ πληροφορίας ἐκ τῶν ἐπισήμων κύκλων, ἡ κυβέρνησις ἐξετάζει τὰ ληπτέα μέτρα διὰ τὴν ἀποκατάστασιν τῆς τάξεως καὶ τὴν προστασίαν τοῦ πληθυσμοῦ. Ἀνακοινώθη ἐπίσης ὅτι αἱ διαπραγματεύσεις θὰ συνεχισθοῦν κατὰ τὰς προσεχεῖς ἡμέρας μὲ τὴν συμμετοχὴν ἀντιπροσώπων ὅλων τῶν ἐνδιαφερομένων μερῶν. [215,676,387,792]
headline-johnson-insult: ΣΥΝΕΛΗΦΘΗ ΔΙΟΤΙ ΕΞΥΒΡΙΣΕ ΤΟΝ Κ. ΤΖΟΝΣΟΝ [1133,1244,1243,1284]
body-text: Η κατάστασις εἰς τὴν περιοχὴν παραμένει ἐξαιρετικῶς κρίσιμος, ἐνῷ αἱ ἀρμόδιαι ἀρχαὶ παρακολουθοῦν στενῶς τὰς ἐξελίξεις. Κατὰ πληροφορίας ἐκ τῶν ἐπισήμων κύκλων, ἡ κυβέρνησις ἐξετάζει τὰ ληπτέα μέτρα διὰ τὴν ἀποκατάστασιν τῆς τάξεως καὶ τὴν προστασίαν τοῦ πληθυσμοῦ. Ἀνακοινώθη ἐπίσης ὅτι αἱ διαπραγματεύσεις θὰ συνεχισθοῦν κατὰ τὰς προσεχεῖς ἡμέρας μὲ τὴν συμμετοχὴν ἀντιπροσώπων ὅλων τῶν ἐνδιαφερομένων μερῶν. [748,862,919,978]
body-text: Η κατάστασις εἰς τὴν περιοχὴν παραμένει ἐξαιρετικῶς κρίσιμος, ἐνῷ αἱ ἀρμόδιαι ἀρχαὶ παρακολουθοῦν στενῶς τὰς ἐξελίξεις. Κατὰ πληροφορίας ἐκ τῶν ἐπισήμων κύκλων, ἡ κυβέρνησις ἐξετάζει τὰ ληπτέα μέτρα διὰ τὴν ἀποκατάστασιν τῆς τάξεως καὶ τὴν προστασίαν τοῦ πληθυσμοῦ. Ἀνακοινώθη ἐπίσης ὅτι αἱ διαπραγματεύσεις θὰ συνεχισθοῦν κατὰ τὰς προσεχεῖς ἡμέρας μὲ τὴν συμμετοχὴν ἀντιπροσώπων ὅλων τῶν ἐνδιαφερομένων μερῶν. [36,1436,208,1553]
body-text: Η κατάστασις εἰς τὴν περιοχὴν παραμένει ἐξαιρετικῶς κρίσιμος, ἐνῷ αἱ ἀρμόδιαι ἀρχαὶ παρακολουθοῦν στενῶς τὰς ἐξελίξεις. Κατὰ πληροφορίας ἐκ τῶν ἐπισήμων κύκλων, ἡ κυβέρνησις ἐξετάζει τὰ ληπτέα μέτρα διὰ τὴν ἀποκατάστασιν τῆς τάξεως καὶ τὴν προστασίαν τοῦ πληθυσμοῦ. Ἀνακοινώθη ἐπίσης ὅτι αἱ διαπραγματεύσεις θὰ συνεχισθοῦν κατὰ τὰς προσεχεῖς ἡμέρας μὲ τὴν συμμετοχὴν ἀντιπροσώπων ὅλων τῶν ἐνδιαφερομένων μερῶν. [926,1767,1097,1884]
kicker: Η ΕΠΑΝΑΣΙΣ ΤΩΝ ΣΥΖΥΓΩΝ [1280,859,1421,870]
headline-granny: ΤΡΙΑΚΟΝΤΑΕΤΙΣ ΚΑΤΕΣΤΗ ΜΑΜΜΗ [936,1736,1087,1765]
headline-russian-expo: Η ΡΩΣΣΙΚΗ ΣΥΜΜΕΤΟΧΗ ΕΙΣ ΤΗΝ ΕΚΘΕΣΙΝ ΤΟΥ ΜΟΝΤΡΕΑΛ [928,1515,1093,1556]
body-text: Η κατάστασις εἰς τὴν περιοχὴν παραμένει ἐξαιρετικῶς κρίσιμος, ἐνῷ αἱ ἀρμόδιαι ἀρχαὶ παρακολουθοῦν στενῶς τὰς ἐξελίξεις. Κατὰ πληροφορίας ἐκ τῶν ἐπισήμων κύκλων, ἡ κυβέρνησις ἐξετάζει τὰ ληπτέα μέτρα διὰ τὴν ἀποκατάστασιν τῆς τάξεως καὶ τὴν προστασίαν τοῦ πληθυσμοῦ. Ἀνακοινώθη ἐπίσης ὅτι αἱ διαπραγματεύσεις θὰ συνεχισθοῦν κατὰ τὰς προσεχεῖς ἡμέρας μὲ τὴν συμμετοχὴν ἀντιπροσώπων ὅλων τῶν ἐνδιαφερομένων μερῶν. [570,185,741,300]
body-text: Η κατάστασις εἰς τὴν περιοχὴν παραμένει ἐξαιρετικῶς κρίσιμος, ἐνῷ αἱ ἀρμόδιαι ἀρχαὶ παρακολουθοῦν στενῶς τὰς ἐξελίξεις. Κατὰ πληροφορίας ἐκ τῶν ἐπισήμων κύκλων, ἡ κυβέρνησις ἐξετάζει τὰ ληπτέα μέτρα διὰ τὴν ἀποκατάστασιν τῆς τάξεως καὶ τὴν προστασίαν τοῦ πληθυσμοῦ. Ἀνακοινώθη ἐπίσης ὅτι αἱ διαπραγματεύσεις θὰ συνεχισθοῦν κατὰ τὰς προσεχεῖς ἡμέρας μὲ τὴν συμμετοχὴν ἀντιπροσώπων ὅλων τῶν ἐνδιαφερομένων μερῶν. [215,559,387,674]
box-prices [926,1088,1097,1151]
kicker: ΠΟΛΥΗΜΕΡΟΣ ΜΑΧΗ [781,187,886,198]
body-text: Η κατάστασις εἰς τὴν περιοχὴν παραμένει ἐξαιρετικῶς κρίσιμος, ἐνῷ αἱ ἀρμόδιαι ἀρχαὶ παρακολουθοῦν στενῶς τὰς ἐξελίξεις. Κατὰ πληροφορίας ἐκ τῶν ἐπισήμων κύκλων, ἡ κυβέρνησις ἐξετάζει τὰ ληπτέα μέτρα διὰ τὴν ἀποκατάστασιν τῆς τάξεως καὶ τὴν προστασίαν τοῦ πληθυσμοῦ. Ἀνακοινώθη ἐπίσης ὅτι αἱ διαπραγματεύσεις θὰ συνεχισθοῦν κατὰ τὰς προσεχεῖς ἡμέρας μὲ τὴν συμμετοχὴν ἀντιπροσώπων ὅλων τῶν ἐνδιαφερομένων μερῶν. [1273,297,1429,422]
body-text: Η κατάστασις εἰς τὴν περιοχὴν παραμένει ἐξαιρετικῶς κρίσιμος, ἐνῷ αἱ ἀρμόδιαι ἀρχαὶ παρακολουθοῦν στενῶς τὰς ἐξελίξεις. Κατὰ πληροφορίας ἐκ τῶν ἐπισήμων κύκλων, ἡ κυβέρνησις ἐξετάζει τὰ ληπτέα μέτρα διὰ τὴν ἀποκατάστασιν τῆς τάξεως καὶ τὴν προστασίαν τοῦ πληθυσμοῦ. Ἀνακοινώθη ἐπίσης ὅτι αἱ διαπραγματεύσεις θὰ συνεχισθοῦν κατὰ τὰς προσεχεῖς ἡμέρας μὲ τὴν συμμετοχὴν ἀντιπροσώπων ὅλων τῶν ἐνδιαφερομένων μερῶν. [215,1726,387,1843]
headline-edinburgh: ΕΠΙΒΛΗΤΙΚΗ Η ΣΥΜΜΕΤΟΧΗ ΤΗΣ ΕΛΛΑΔΟΣ ΕΙΣ ΤΟ ΔΙΕΘΝΕΣ ΦΕΣΤΙΒΑΛ ΤΟΥ ΕΔΙΜΒΟΥΡΓΟΥ [1113,1205,1426,1234]
body-text: Η κατάστασις εἰς τὴν περιοχὴν παραμένει ἐξαιρετικῶς κρίσιμος, ἐνῷ αἱ ἀρμόδιαι ἀρχαὶ παρακολουθοῦν στενῶς τὰς ἐξελίξεις. Κατὰ πληροφορίας ἐκ τῶν ἐπισήμων κύκλων, ἡ κυβέρνησις ἐξετάζει τὰ ληπτέα μέτρα διὰ τὴν ἀποκατάστασιν τῆς τάξεως καὶ τὴν προστασίαν τοῦ πληθυσμοῦ. Ἀνακοινώθη ἐπίσης ὅτι αἱ διαπραγματεύσεις θὰ συνεχισθοῦν κατὰ τὰς προσεχεῖς ἡμέρας μὲ τὴν συμμετοχὴν ἀντιπροσώπων ὅλων τῶν ἐνδιαφερομένων μερῶν. [215,1241,387,1358]
body-text: Η κατάστασις εἰς τὴν περιοχὴν παραμένει ἐξαιρετικῶς κρίσιμος, ἐνῷ αἱ ἀρμόδιαι ἀρχαὶ παρακολουθοῦν στενῶς τὰς ἐξελίξεις. Κατὰ πληροφορίας ἐκ τῶν ἐπισήμων κύκλων, ἡ κυβέρνησις ἐξετάζει τὰ ληπτέα μέτρα διὰ τὴν ἀποκατάστασιν τῆς τάξεως καὶ τὴν προστασίαν τοῦ πληθυσμοῦ. Ἀνακοινώθη ἐπίσης ὅτι αἱ διαπραγματεύσεις θὰ συνεχισθοῦν κατὰ τὰς προσεχεῖς ἡμέρας μὲ τὴν συμμετοχὴν ἀντιπροσώπων ὅλων τῶν ἐνδιαφερομένων μερῶν. [570,537,741,653]
body-text: Η κατάστασις εἰς τὴν περιοχὴν παραμένει ἐξαιρετικῶς κρίσιμος, ἐνῷ αἱ ἀρμόδιαι ἀρχαὶ παρακολουθοῦν στενῶς τὰς ἐξελίξεις. Κατὰ πληροφορίας ἐκ τῶν ἐπισήμων κύκλων, ἡ κυβέρνησις ἐξετάζει τὰ ληπτέα μέτρα διὰ τὴν ἀποκατάστασιν τῆς τάξεως καὶ τὴν προστασίαν τοῦ πληθυσμοῦ. Ἀνακοινώθη ἐπίσης ὅτι αἱ διαπραγματεύσεις θὰ συνεχισθοῦν κατὰ τὰς προσεχεῖς ἡμέρας μὲ τὴν συμμετοχὴν ἀντιπροσώπων ὅλων τῶν ἐνδιαφερομένων μερῶν. [926,200,1097,316]
body-text: Η κατάστασις εἰς τὴν περιοχὴν παραμένει ἐξαιρετικῶς κρίσιμος, ἐνῷ αἱ ἀρμόδιαι ἀρχαὶ παρακολουθοῦν στενῶς τὰς ἐξελίξεις. Κατὰ πληροφορίας ἐκ τῶν ἐπισήμων κύκλων, ἡ κυβέρνησις ἐξετάζει τὰ ληπτέα μέτρα διὰ τὴν ἀποκατάστασιν τῆς τάξεως καὶ τὴν προστασίαν τοῦ πληθυσμοῦ. Ἀνακοινώθη ἐπίσης ὅτι αἱ διαπραγματεύσεις θὰ συνεχισθοῦν κατὰ τὰς προσεχεῖς ἡμέρας μὲ τὴν συμμετοχὴν ἀντιπροσώπων ὅλων τῶν ἐνδιαφερομένων μερῶν. [36,1039,208,1155]
headline-goat: ΑΝΗΣΥΧΟΥΝ ΟΙ ΕΙΔΙΚΟΙ ΔΙΑ ΤΟ ΜΕΛΛΟΝ ΤΟΥ «ΚΑΤΣΙΚΟΒΟΥ» [1119,176,1257,217]
body-text: Η κατάστασις εἰς τὴν περιοχὴν παραμένει ἐξαιρετικῶς κρίσιμος, ἐνῷ αἱ ἀρμόδιαι ἀρχαὶ παρακολουθοῦν στενῶς τὰς ἐξελίξεις. Κατὰ πληροφορίας ἐκ τῶν ἐπισήμων κύκλων, ἡ κυβέρνησις ἐξετάζει τὰ ληπτέα μέτρα διὰ τὴν ἀποκατάστασιν τῆς τάξεως καὶ τὴν προστασίαν τοῦ πληθυσμοῦ. Ἀνακοινώθη ἐπίσης ὅτι αἱ διαπραγματεύσεις θὰ συνεχισθοῦν κατὰ τὰς προσεχεῖς ἡμέρας μὲ τὴν συμμετοχὴν ἀντιπροσώπων ὅλων τῶν ἐνδιαφερομένων μερῶν. [570,420,741,535]
article-lower [570,1352,1097,1677]
body-text: Η κατάστασις εἰς τὴν περιοχὴν παραμένει ἐξαιρετικῶς κρίσιμος, ἐνῷ αἱ ἀρμόδιαι ἀρχαὶ παρακολουθοῦν στενῶς τὰς ἐξελίξεις. Κατὰ πληροφορίας ἐκ τῶν ἐπισήμων κύκλων, ἡ κυβέρνησις ἐξετάζει τὰ ληπτέα μέτρα διὰ τὴν ἀποκατάστασιν τῆς τάξεως καὶ τὴν προστασίαν τοῦ πληθυσμοῦ. Ἀνακοινώθη ἐπίσης ὅτι αἱ διαπραγματεύσεις θὰ συνεχισθοῦν κατὰ τὰς προσεχεῖς ἡμέρας μὲ τὴν συμμετοχὴν ἀντιπροσώπων ὅλων τῶν ἐνδιαφερομένων μερῶν. [570,846,741,963]
body-text: Η κατάστασις εἰς τὴν περιοχὴν παραμένει ἐξαιρετικῶς κρίσιμος, ἐνῷ αἱ ἀρμόδιαι ἀρχαὶ παρακολουθοῦν στενῶς τὰς ἐξελίξεις. Κατὰ πληροφορίας ἐκ τῶν ἐπισήμων κύκλων, ἡ κυβέρνησις ἐξετάζει τὰ ληπτέα μέτρα διὰ τὴν ἀποκατάστασιν τῆς τάξεως καὶ τὴν προστασίαν τοῦ πληθυσμοῦ. Ἀνακοινώθη ἐπίσης ὅτι αἱ διαπραγματεύσεις θὰ συνεχισθοῦν κατὰ τὰς προσεχεῖς ἡμέρας μὲ τὴν συμμετοχὴν ἀντιπροσώπων ὅλων τῶν ἐνδιαφερομένων μερῶν. [400,1878,557,2004]
headline-litton: Η ΟΞΥΤΑΤΗ ΣΥΖΗΤΗΣΙΣ ΕΙΣ ΤΗΝ ΒΟΥΛΗΝ ΔΙΑ ΤΗΝ ΑΠΟΙΚΙΑΚΗΝ ΣΥΜΒΑΣΙΝ «ΛΙΤΤΟΝ» [36,1564,387,1602]
body-text: Η κατάστασις εἰς τὴν περιοχὴν παραμένει ἐξαιρετικῶς κρίσιμος, ἐνῷ αἱ ἀρμόδιαι ἀρχαὶ παρακολουθοῦν στενῶς τὰς ἐξελίξεις. Κατὰ πληροφορίας ἐκ τῶν ἐπισήμων κύκλων, ἡ κυβέρνησις ἐξετάζει τὰ ληπτέα μέτρα διὰ τὴν ἀποκατάστασιν τῆς τάξεως καὶ τὴν προστασίαν τοῦ πληθυσμοῦ. Ἀνακοινώθη ἐπίσης ὅτι αἱ διαπραγματεύσεις θὰ συνεχισθοῦν κατὰ τὰς προσεχεῖς ἡμέρας μὲ τὴν συμμετοχὴν ἀντιπροσώπων ὅλων τῶν ἐνδιαφερομένων μερῶν. [36,690,208,805]
article-litton [36,1610,387,2329]
headline-market: ΗΥΞΗΘΗ ΣΗΜΑΝΤΙΚΩΣ ΤΟ ΕΞΩΔΙΚΑ ΤΗΣ ΚΟΙΝΗΣ ΑΓΟΡΑΣ [402,1306,555,1347]
box-grain [1110,732,1266,785]
kicker: ΡΗΓΜΑΤΑ ΕΙΣ ΟΔΟΥΣ [690,1353,796,1364]
kicker: ΕΛΠΙΔΕΣ ΤΟΥ ΠΑΠΑ [604,834,706,845]
body-text: Η κατάστασις εἰς τὴν περιοχὴν παραμένει ἐξαιρετικῶς κρίσιμος, ἐνῷ αἱ ἀρμόδιαι ἀρχαὶ παρακολουθοῦν στενῶς τὰς ἐξελίξεις. Κατὰ πληροφορίας ἐκ τῶν ἐπισήμων κύκλων, ἡ κυβέρνησις ἐξετάζει τὰ ληπτέα μέτρα διὰ τὴν ἀποκατάστασιν τῆς τάξεως καὶ τὴν προστασίαν τοῦ πληθυσμοῦ. Ἀνακοινώθη ἐπίσης ὅτι αἱ διαπραγματεύσεις θὰ συνεχισθοῦν κατὰ τὰς προσεχεῖς ἡμέρας μὲ τὴν συμμετοχὴν ἀντιπροσώπων ὅλων τῶν ἐνδιαφερομένων μερῶν. [570,302,741,418]
subhead-earthquake: Μετατοπισθεὶς λόφος ἔφραξεν ὁδὸν [699,1057,968,1078]
headline-bonn: Η ΒΟΝΝΗ ΔΕΝ ΕΓΚΑΤΑΛΕΙΠΕΙ ΤΗΝ ΑΠΟΨΙΝ ΟΤΙ ΕΚΠΡΟΣΩΠΕΙ ΜΟΝΗ ΤΗΝ ΓΕΡΜΑΝΙΑΝ [1112,1703,1427,1734]
body-text: Η κατάστασις εἰς τὴν περιοχὴν παραμένει ἐξαιρετικῶς κρίσιμος, ἐνῷ αἱ ἀρμόδιαι ἀρχαὶ παρακολουθοῦν στενῶς τὰς ἐξελίξεις. Κατὰ πληροφορίας ἐκ τῶν ἐπισήμων κύκλων, ἡ κυβέρνησις ἐξετάζει τὰ ληπτέα μέτρα διὰ τὴν ἀποκατάστασιν τῆς τάξεως καὶ τὴν προστασίαν τοῦ πληθυσμοῦ. Ἀνακοινώθη ἐπίσης ὅτι αἱ διαπραγματεύσεις θὰ συνεχισθοῦν κατὰ τὰς προσεχεῖς ἡμέρας μὲ τὴν συμμετοχὴν ἀντιπροσώπων ὅλων τῶν ἐνδιαφερομένων μερῶν. [1110,1137,1429,1195]
body-text: Η κατάστασις εἰς τὴν περιοχὴν παραμένει ἐξαιρετικῶς κρίσιμος, ἐνῷ αἱ ἀρμόδιαι ἀρχαὶ παρακολουθοῦν στενῶς τὰς ἐξελίξεις. Κατὰ πληροφορίας ἐκ τῶν ἐπισήμων κύκλων, ἡ κυβέρνησις ἐξετάζει τὰ ληπτέα μέτρα διὰ τὴν ἀποκατάστασιν τῆς τάξεως καὶ τὴν προστασίαν τοῦ πληθυσμοῦ. Ἀνακοινώθη ἐπίσης ὅτι αἱ διαπραγματεύσεις θὰ συνεχισθοῦν κατὰ τὰς προσεχεῖς ἡμέρας μὲ τὴν συμμετοχὴν ἀντιπροσώπων ὅλων τῶν ἐνδιαφερομένων μερῶν. [748,435,919,551]
kicker: ΕΛΕΥΣΙΣ ΤΡΟΦΙΜΩΝ [603,966,707,977]
subhead-cyprus: ΚΑΙ ΝΕΑΙ ΕΣΩΤΕΡΙΚΑΙ ΕΡΙΔΕΣ ΕΙΣ ΤΑΣ ΤΑΞΕΙΣ ΤΩΝ ΣΤΑΣΙΑΣΤΩΝ [51,146,372,184]
headline-americans: ΟΙ ΑΜΕΡΙΚΑΝΟΙ, ΚΑΤΑΓΓΕΛΛΕΙ ΤΟ ΑΝΟΙ ΚΑΤΑΣΤΡΕΦΟΥΝ ΤΑ ΑΡΔΕΥΤΙΚΑ ΕΡΓΑ ΔΙΑ ΝΑ ΠΡΟΚΑΛΕΣΟΥΝ ΤΟΝ ΛΙΜΟΝ ΤΟΥ ΛΑΟΥ [580,47,1087,125]
body-text: Η κατάστασις εἰς τὴν περιοχὴν παραμένει ἐξαιρετικῶς κρίσιμος, ἐνῷ αἱ ἀρμόδιαι ἀρχαὶ παρακολουθοῦν στενῶς τὰς ἐξελίξεις. Κατὰ πληροφορίας ἐκ τῶν ἐπισήμων κύκλων, ἡ κυβέρνησις ἐξετάζει τὰ ληπτέα μέτρα διὰ τὴν ἀποκατάστασιν τῆς τάξεως καὶ τὴν προστασίαν τοῦ πληθυσμοῦ. Ἀνακοινώθη ἐπίσης ὅτι αἱ διαπραγματεύσεις θὰ συνεχισθοῦν κατὰ τὰς προσεχεῖς ἡμέρας μὲ τὴν συμμετοχὴν ἀντιπροσώπων ὅλων τῶν ἐνδιαφερομένων μερῶν. [748,318,919,433]
